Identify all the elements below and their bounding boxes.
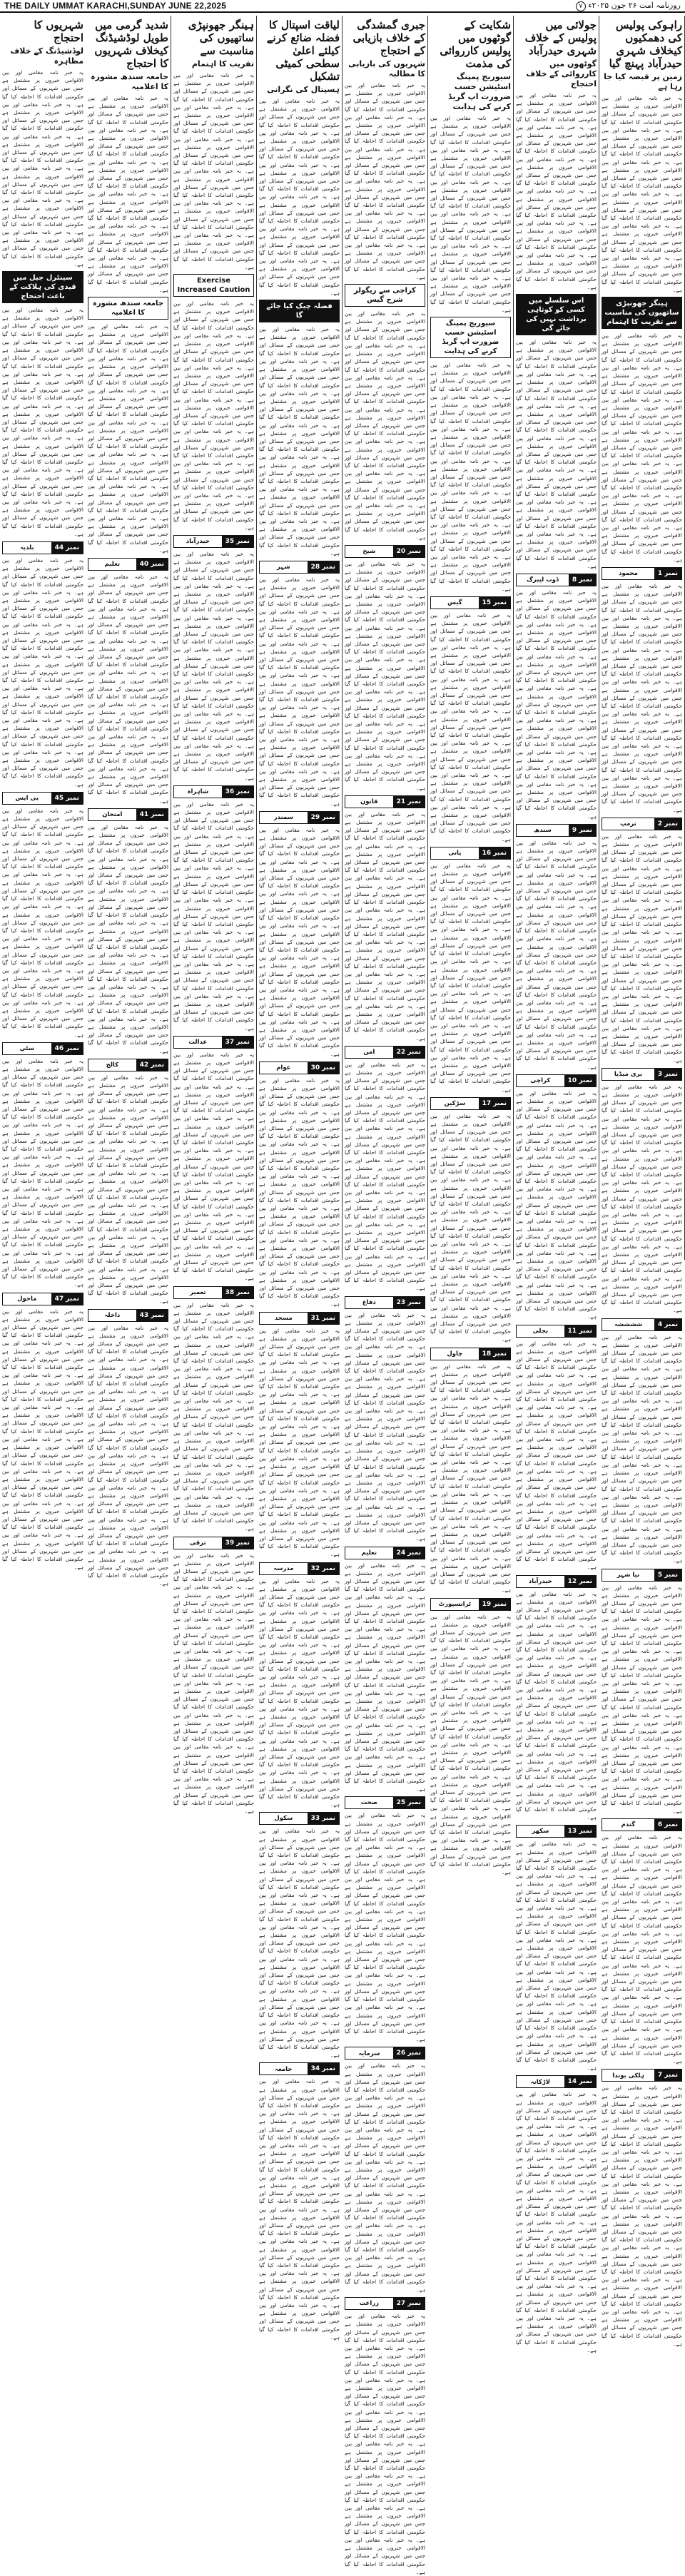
article-body: یہ خبر نامہ مقامی اور بین الاقوامی خبروں پر مشتمل ہے جس میں شہریوں کے مسائل اور حکومتی اقدامات کا احاطہ کیا گیا ہے۔ یہ خبر نامہ مقامی اور بین الاقوامی خبروں پر مشتمل ہے جس میں شہریوں کے مسائل اور حکومتی اقدامات کا احاطہ کیا گیا ہے۔ یہ خبر نامہ مقامی اور بین الاقوامی خبروں پر مشتمل ہے جس میں شہریوں کے مسائل اور حکومتی اقدامات کا احاطہ کیا گیا ہے۔ یہ خبر نامہ مقامی اور بین الاقوامی خبروں پر مشتمل ہے جس میں شہریوں کے مسائل اور حکومتی اقدامات کا احاطہ کیا گیا ہے۔ یہ خبر نامہ مقامی اور بین الاقوامی خبروں پر مشتمل ہے جس میں شہریوں کے مسائل اور حکومتی اقدامات کا احاطہ کیا گیا ہے۔ یہ خبر نامہ مقامی اور بین الاقوامی خبروں پر مشتمل ہے جس میں شہریوں کے مسائل اور حکومتی اقدامات کا احاطہ کیا گیا ہے۔ یہ خبر نامہ مقامی اور بین الاقوامی خبروں پر مشتمل ہے جس میں شہریوں کے مسائل اور حکومتی اقدامات کا احاطہ کیا گیا ہے۔ <box>516 1590 597 1821</box>
article-body: یہ خبر نامہ مقامی اور بین الاقوامی خبروں پر مشتمل ہے جس میں شہریوں کے مسائل اور حکومتی اقدامات کا احاطہ کیا گیا ہے۔ یہ خبر نامہ مقامی اور بین الاقوامی خبروں پر مشتمل ہے جس میں شہریوں کے مسائل اور حکومتی اقدامات کا احاطہ کیا گیا ہے۔ یہ خبر نامہ مقامی اور بین الاقوامی خبروں پر مشتمل ہے جس میں شہریوں کے مسائل اور حکومتی اقدامات کا احاطہ کیا گیا ہے۔ یہ خبر نامہ مقامی اور بین الاقوامی خبروں پر مشتمل ہے جس میں شہریوں کے مسائل اور حکومتی اقدامات کا احاطہ کیا گیا ہے۔ یہ خبر نامہ مقامی اور بین الاقوامی خبروں پر مشتمل ہے جس میں شہریوں کے مسائل اور حکومتی اقدامات کا احاطہ کیا گیا ہے۔ یہ خبر نامہ مقامی اور بین الاقوامی خبروں پر مشتمل ہے جس میں شہریوں کے مسائل اور حکومتی اقدامات کا احاطہ کیا گیا ہے۔ یہ خبر نامہ مقامی اور بین الاقوامی خبروں پر مشتمل ہے جس میں شہریوں کے مسائل اور حکومتی اقدامات کا احاطہ کیا گیا ہے۔ <box>88 573 168 804</box>
item-number: نمبر 21 <box>393 796 425 808</box>
item-title: لاڑکانہ <box>530 2078 551 2086</box>
item-number: نمبر 42 <box>136 1059 168 1071</box>
numbered-item-label <box>345 2047 425 2060</box>
item-title: زراعت <box>359 2300 380 2308</box>
article-body: یہ خبر نامہ مقامی اور بین الاقوامی خبروں پر مشتمل ہے جس میں شہریوں کے مسائل اور حکومتی اقدامات کا احاطہ کیا گیا ہے۔ یہ خبر نامہ مقامی اور بین الاقوامی خبروں پر مشتمل ہے جس میں شہریوں کے مسائل اور حکومتی اقدامات کا احاطہ کیا گیا ہے۔ یہ خبر نامہ مقامی اور بین الاقوامی خبروں پر مشتمل ہے جس میں شہریوں کے مسائل اور حکومتی اقدامات کا احاطہ کیا گیا ہے۔ یہ خبر نامہ مقامی اور بین الاقوامی خبروں پر مشتمل ہے جس میں شہریوں کے مسائل اور حکومتی اقدامات کا احاطہ کیا گیا ہے۔ یہ خبر نامہ مقامی اور بین الاقوامی خبروں پر مشتمل ہے جس میں شہریوں کے مسائل اور حکومتی اقدامات کا احاطہ کیا گیا ہے۔ یہ خبر نامہ مقامی اور بین الاقوامی خبروں پر مشتمل ہے جس میں شہریوں کے مسائل اور حکومتی اقدامات کا احاطہ کیا گیا ہے۔ یہ خبر نامہ مقامی اور بین الاقوامی خبروں پر مشتمل ہے جس میں شہریوں کے مسائل اور حکومتی اقدامات کا احاطہ کیا گیا ہے۔ <box>345 1311 425 1542</box>
item-title: سکول <box>274 1815 293 1823</box>
news-column <box>0 16 86 1571</box>
article-body: یہ خبر نامہ مقامی اور بین الاقوامی خبروں پر مشتمل ہے جس میں شہریوں کے مسائل اور حکومتی اقدامات کا احاطہ کیا گیا ہے۔ یہ خبر نامہ مقامی اور بین الاقوامی خبروں پر مشتمل ہے جس میں شہریوں کے مسائل اور حکومتی اقدامات کا احاطہ کیا گیا ہے۔ یہ خبر نامہ مقامی اور بین الاقوامی خبروں پر مشتمل ہے جس میں شہریوں کے مسائل اور حکومتی اقدامات کا احاطہ کیا گیا ہے۔ یہ خبر نامہ مقامی اور بین الاقوامی خبروں پر مشتمل ہے جس میں شہریوں کے مسائل اور حکومتی اقدامات کا احاطہ کیا گیا ہے۔ یہ خبر نامہ مقامی اور بین الاقوامی خبروں پر مشتمل ہے جس میں شہریوں کے مسائل اور حکومتی اقدامات کا احاطہ کیا گیا ہے۔ یہ خبر نامہ مقامی اور بین الاقوامی خبروں پر مشتمل ہے جس میں شہریوں کے مسائل اور حکومتی اقدامات کا احاطہ کیا گیا ہے۔ یہ خبر نامہ مقامی اور بین الاقوامی خبروں پر مشتمل ہے جس میں شہریوں کے مسائل اور حکومتی اقدامات کا احاطہ کیا گیا ہے۔ <box>259 1577 340 1808</box>
item-title: سٹی <box>19 1044 35 1052</box>
item-title: عدالت <box>188 1038 208 1046</box>
column-subhead: جامعہ سندھ مشورہ کا اعلامیہ <box>91 72 168 91</box>
item-title: تعلیم <box>361 1549 377 1557</box>
story-headline-box: کراچی سے ریگولر شرح گیس <box>345 284 425 307</box>
story-headline-box: ہینگر جھونپڑی ساتھیوں کی مناسبت سے تقریب کا اہتمام <box>602 297 682 329</box>
masthead-date-urdu <box>573 1 681 11</box>
article-body: یہ خبر نامہ مقامی اور بین الاقوامی خبروں پر مشتمل ہے جس میں شہریوں کے مسائل اور حکومتی اقدامات کا احاطہ کیا گیا ہے۔ یہ خبر نامہ مقامی اور بین الاقوامی خبروں پر مشتمل ہے جس میں شہریوں کے مسائل اور حکومتی اقدامات کا احاطہ کیا گیا ہے۔ یہ خبر نامہ مقامی اور بین الاقوامی خبروں پر مشتمل ہے جس میں شہریوں کے مسائل اور حکومتی اقدامات کا احاطہ کیا گیا ہے۔ یہ خبر نامہ مقامی اور بین الاقوامی خبروں پر مشتمل ہے جس میں شہریوں کے مسائل اور حکومتی اقدامات کا احاطہ کیا گیا ہے۔ یہ خبر نامہ مقامی اور بین الاقوامی خبروں پر مشتمل ہے جس میں شہریوں کے مسائل اور حکومتی اقدامات کا احاطہ کیا گیا ہے۔ یہ خبر نامہ مقامی اور بین الاقوامی خبروں پر مشتمل ہے جس میں شہریوں کے مسائل اور حکومتی اقدامات کا احاطہ کیا گیا ہے۔ یہ خبر نامہ مقامی اور بین الاقوامی خبروں پر مشتمل ہے جس میں شہریوں کے مسائل اور حکومتی اقدامات کا احاطہ کیا گیا ہے۔ <box>2 556 83 788</box>
numbered-item-label <box>345 1046 425 1059</box>
item-title: ہلکی بوندا <box>612 2072 644 2079</box>
numbered-item-label <box>345 1796 425 1809</box>
item-number: نمبر 8 <box>569 574 596 586</box>
item-number: نمبر 38 <box>222 1287 253 1298</box>
item-title: سڑکیں <box>444 1099 466 1107</box>
article-body: یہ خبر نامہ مقامی اور بین الاقوامی خبروں پر مشتمل ہے جس میں شہریوں کے مسائل اور حکومتی اقدامات کا احاطہ کیا گیا ہے۔ یہ خبر نامہ مقامی اور بین الاقوامی خبروں پر مشتمل ہے جس میں شہریوں کے مسائل اور حکومتی اقدامات کا احاطہ کیا گیا ہے۔ یہ خبر نامہ مقامی اور بین الاقوامی خبروں پر مشتمل ہے جس میں شہریوں کے مسائل اور حکومتی اقدامات کا احاطہ کیا گیا ہے۔ یہ خبر نامہ مقامی اور بین الاقوامی خبروں پر مشتمل ہے جس میں شہریوں کے مسائل اور حکومتی اقدامات کا احاطہ کیا گیا ہے۔ یہ خبر نامہ مقامی اور بین الاقوامی خبروں پر مشتمل ہے جس میں شہریوں کے مسائل اور حکومتی اقدامات کا احاطہ کیا گیا ہے۔ یہ خبر نامہ مقامی اور بین الاقوامی خبروں پر مشتمل ہے جس میں شہریوں کے مسائل اور حکومتی اقدامات کا احاطہ کیا گیا ہے۔ یہ خبر نامہ مقامی اور بین الاقوامی خبروں پر مشتمل ہے جس میں شہریوں کے مسائل اور حکومتی اقدامات کا احاطہ کیا گیا ہے۔ یہ خبر نامہ مقامی اور بین الاقوامی خبروں پر مشتمل ہے جس میں شہریوں کے مسائل اور حکومتی اقدامات کا احاطہ کیا گیا ہے۔ <box>173 1552 254 1815</box>
item-title: کراچی <box>530 1076 551 1084</box>
article-body: یہ خبر نامہ مقامی اور بین الاقوامی خبروں پر مشتمل ہے جس میں شہریوں کے مسائل اور حکومتی اقدامات کا احاطہ کیا گیا ہے۔ یہ خبر نامہ مقامی اور بین الاقوامی خبروں پر مشتمل ہے جس میں شہریوں کے مسائل اور حکومتی اقدامات کا احاطہ کیا گیا ہے۔ یہ خبر نامہ مقامی اور بین الاقوامی خبروں پر مشتمل ہے جس میں شہریوں کے مسائل اور حکومتی اقدامات کا احاطہ کیا گیا ہے۔ یہ خبر نامہ مقامی اور بین الاقوامی خبروں پر مشتمل ہے جس میں شہریوں کے مسائل اور حکومتی اقدامات کا احاطہ کیا گیا ہے۔ یہ خبر نامہ مقامی اور بین الاقوامی خبروں پر مشتمل ہے جس میں شہریوں کے مسائل اور حکومتی اقدامات کا احاطہ کیا گیا ہے۔ یہ خبر نامہ مقامی اور بین الاقوامی خبروں پر مشتمل ہے جس میں شہریوں کے مسائل اور حکومتی اقدامات کا احاطہ کیا گیا ہے۔ یہ خبر نامہ مقامی اور بین الاقوامی خبروں پر مشتمل ہے جس میں شہریوں کے مسائل اور حکومتی اقدامات کا احاطہ کیا گیا ہے۔ <box>2 307 83 537</box>
item-number: نمبر 19 <box>479 1599 510 1610</box>
article-body: یہ خبر نامہ مقامی اور بین الاقوامی خبروں پر مشتمل ہے جس میں شہریوں کے مسائل اور حکومتی اقدامات کا احاطہ کیا گیا ہے۔ یہ خبر نامہ مقامی اور بین الاقوامی خبروں پر مشتمل ہے جس میں شہریوں کے مسائل اور حکومتی اقدامات کا احاطہ کیا گیا ہے۔ یہ خبر نامہ مقامی اور بین الاقوامی خبروں پر مشتمل ہے جس میں شہریوں کے مسائل اور حکومتی اقدامات کا احاطہ کیا گیا ہے۔ یہ خبر نامہ مقامی اور بین الاقوامی خبروں پر مشتمل ہے جس میں شہریوں کے مسائل اور حکومتی اقدامات کا احاطہ کیا گیا ہے۔ یہ خبر نامہ مقامی اور بین الاقوامی خبروں پر مشتمل ہے جس میں شہریوں کے مسائل اور حکومتی اقدامات کا احاطہ کیا گیا ہے۔ یہ خبر نامہ مقامی اور بین الاقوامی خبروں پر مشتمل ہے جس میں شہریوں کے مسائل اور حکومتی اقدامات کا احاطہ کیا گیا ہے۔ یہ خبر نامہ مقامی اور بین الاقوامی خبروں پر مشتمل ہے جس میں شہریوں کے مسائل اور حکومتی اقدامات کا احاطہ کیا گیا ہے۔ یہ خبر نامہ مقامی اور بین الاقوامی خبروں پر مشتمل ہے جس میں شہریوں کے مسائل اور حکومتی اقدامات کا احاطہ کیا گیا ہے۔ <box>88 1324 168 1587</box>
article-body: یہ خبر نامہ مقامی اور بین الاقوامی خبروں پر مشتمل ہے جس میں شہریوں کے مسائل اور حکومتی اقدامات کا احاطہ کیا گیا ہے۔ یہ خبر نامہ مقامی اور بین الاقوامی خبروں پر مشتمل ہے جس میں شہریوں کے مسائل اور حکومتی اقدامات کا احاطہ کیا گیا ہے۔ یہ خبر نامہ مقامی اور بین الاقوامی خبروں پر مشتمل ہے جس میں شہریوں کے مسائل اور حکومتی اقدامات کا احاطہ کیا گیا ہے۔ یہ خبر نامہ مقامی اور بین الاقوامی خبروں پر مشتمل ہے جس میں شہریوں کے مسائل اور حکومتی اقدامات کا احاطہ کیا گیا ہے۔ یہ خبر نامہ مقامی اور بین الاقوامی خبروں پر مشتمل ہے جس میں شہریوں کے مسائل اور حکومتی اقدامات کا احاطہ کیا گیا ہے۔ یہ خبر نامہ مقامی اور بین الاقوامی خبروں پر مشتمل ہے جس میں شہریوں کے مسائل اور حکومتی اقدامات کا احاطہ کیا گیا ہے۔ <box>173 72 254 270</box>
numbered-item-label <box>516 1325 597 1338</box>
column-headline: ہینگر جھونپڑی ساتھیوں کی مناسبت سے <box>188 19 254 57</box>
article-body: یہ خبر نامہ مقامی اور بین الاقوامی خبروں پر مشتمل ہے جس میں شہریوں کے مسائل اور حکومتی اقدامات کا احاطہ کیا گیا ہے۔ یہ خبر نامہ مقامی اور بین الاقوامی خبروں پر مشتمل ہے جس میں شہریوں کے مسائل اور حکومتی اقدامات کا احاطہ کیا گیا ہے۔ یہ خبر نامہ مقامی اور بین الاقوامی خبروں پر مشتمل ہے جس میں شہریوں کے مسائل اور حکومتی اقدامات کا احاطہ کیا گیا ہے۔ یہ خبر نامہ مقامی اور بین الاقوامی خبروں پر مشتمل ہے جس میں شہریوں کے مسائل اور حکومتی اقدامات کا احاطہ کیا گیا ہے۔ یہ خبر نامہ مقامی اور بین الاقوامی خبروں پر مشتمل ہے جس میں شہریوں کے مسائل اور حکومتی اقدامات کا احاطہ کیا گیا ہے۔ یہ خبر نامہ مقامی اور بین الاقوامی خبروں پر مشتمل ہے جس میں شہریوں کے مسائل اور حکومتی اقدامات کا احاطہ کیا گیا ہے۔ یہ خبر نامہ مقامی اور بین الاقوامی خبروں پر مشتمل ہے جس میں شہریوں کے مسائل اور حکومتی اقدامات کا احاطہ کیا گیا ہے۔ <box>345 810 425 1042</box>
masthead <box>0 0 685 13</box>
article-body: یہ خبر نامہ مقامی اور بین الاقوامی خبروں پر مشتمل ہے جس میں شہریوں کے مسائل اور حکومتی اقدامات کا احاطہ کیا گیا ہے۔ یہ خبر نامہ مقامی اور بین الاقوامی خبروں پر مشتمل ہے جس میں شہریوں کے مسائل اور حکومتی اقدامات کا احاطہ کیا گیا ہے۔ یہ خبر نامہ مقامی اور بین الاقوامی خبروں پر مشتمل ہے جس میں شہریوں کے مسائل اور حکومتی اقدامات کا احاطہ کیا گیا ہے۔ یہ خبر نامہ مقامی اور بین الاقوامی خبروں پر مشتمل ہے جس میں شہریوں کے مسائل اور حکومتی اقدامات کا احاطہ کیا گیا ہے۔ یہ خبر نامہ مقامی اور بین الاقوامی خبروں پر مشتمل ہے جس میں شہریوں کے مسائل اور حکومتی اقدامات کا احاطہ کیا گیا ہے۔ یہ خبر نامہ مقامی اور بین الاقوامی خبروں پر مشتمل ہے جس میں شہریوں کے مسائل اور حکومتی اقدامات کا احاطہ کیا گیا ہے۔ یہ خبر نامہ مقامی اور بین الاقوامی خبروں پر مشتمل ہے جس میں شہریوں کے مسائل اور حکومتی اقدامات کا احاطہ کیا گیا ہے۔ <box>345 310 425 541</box>
item-number: نمبر 35 <box>222 536 253 547</box>
article-body: یہ خبر نامہ مقامی اور بین الاقوامی خبروں پر مشتمل ہے جس میں شہریوں کے مسائل اور حکومتی اقدامات کا احاطہ کیا گیا ہے۔ یہ خبر نامہ مقامی اور بین الاقوامی خبروں پر مشتمل ہے جس میں شہریوں کے مسائل اور حکومتی اقدامات کا احاطہ کیا گیا ہے۔ یہ خبر نامہ مقامی اور بین الاقوامی خبروں پر مشتمل ہے جس میں شہریوں کے مسائل اور حکومتی اقدامات کا احاطہ کیا گیا ہے۔ یہ خبر نامہ مقامی اور بین الاقوامی خبروں پر مشتمل ہے جس میں شہریوں کے مسائل اور حکومتی اقدامات کا احاطہ کیا گیا ہے۔ یہ خبر نامہ مقامی اور بین الاقوامی خبروں پر مشتمل ہے جس میں شہریوں کے مسائل اور حکومتی اقدامات کا احاطہ کیا گیا ہے۔ یہ خبر نامہ مقامی اور بین الاقوامی خبروں پر مشتمل ہے جس میں شہریوں کے مسائل اور حکومتی اقدامات کا احاطہ کیا گیا ہے۔ یہ خبر نامہ مقامی اور بین الاقوامی خبروں پر مشتمل ہے جس میں شہریوں کے مسائل اور حکومتی اقدامات کا احاطہ کیا گیا ہے۔ <box>88 323 168 554</box>
item-number: نمبر 37 <box>222 1037 253 1048</box>
article-body: یہ خبر نامہ مقامی اور بین الاقوامی خبروں پر مشتمل ہے جس میں شہریوں کے مسائل اور حکومتی اقدامات کا احاطہ کیا گیا ہے۔ یہ خبر نامہ مقامی اور بین الاقوامی خبروں پر مشتمل ہے جس میں شہریوں کے مسائل اور حکومتی اقدامات کا احاطہ کیا گیا ہے۔ یہ خبر نامہ مقامی اور بین الاقوامی خبروں پر مشتمل ہے جس میں شہریوں کے مسائل اور حکومتی اقدامات کا احاطہ کیا گیا ہے۔ یہ خبر نامہ مقامی اور بین الاقوامی خبروں پر مشتمل ہے جس میں شہریوں کے مسائل اور حکومتی اقدامات کا احاطہ کیا گیا ہے۔ یہ خبر نامہ مقامی اور بین الاقوامی خبروں پر مشتمل ہے جس میں شہریوں کے مسائل اور حکومتی اقدامات کا احاطہ کیا گیا ہے۔ یہ خبر نامہ مقامی اور بین الاقوامی خبروں پر مشتمل ہے جس میں شہریوں کے مسائل اور حکومتی اقدامات کا احاطہ کیا گیا ہے۔ یہ خبر نامہ مقامی اور بین الاقوامی خبروں پر مشتمل ہے جس میں شہریوں کے مسائل اور حکومتی اقدامات کا احاطہ کیا گیا ہے۔ <box>345 1061 425 1292</box>
item-title: حیدرآباد <box>186 537 210 545</box>
story-headline-box: سیوریج پمپنگ اسٹیشن حسب ضرورت اپ گریڈ کرنے کی ہدایت <box>430 317 511 358</box>
item-title: سرمایہ <box>358 2050 380 2057</box>
numbered-item-label <box>516 1825 597 1838</box>
article-body: یہ خبر نامہ مقامی اور بین الاقوامی خبروں پر مشتمل ہے جس میں شہریوں کے مسائل اور حکومتی اقدامات کا احاطہ کیا گیا ہے۔ یہ خبر نامہ مقامی اور بین الاقوامی خبروں پر مشتمل ہے جس میں شہریوں کے مسائل اور حکومتی اقدامات کا احاطہ کیا گیا ہے۔ یہ خبر نامہ مقامی اور بین الاقوامی خبروں پر مشتمل ہے جس میں شہریوں کے مسائل اور حکومتی اقدامات کا احاطہ کیا گیا ہے۔ یہ خبر نامہ مقامی اور بین الاقوامی خبروں پر مشتمل ہے جس میں شہریوں کے مسائل اور حکومتی اقدامات کا احاطہ کیا گیا ہے۔ یہ خبر نامہ مقامی اور بین الاقوامی خبروں پر مشتمل ہے جس میں شہریوں کے مسائل اور حکومتی اقدامات کا احاطہ کیا گیا ہے۔ یہ خبر نامہ مقامی اور بین الاقوامی خبروں پر مشتمل ہے جس میں شہریوں کے مسائل اور حکومتی اقدامات کا احاطہ کیا گیا ہے۔ یہ خبر نامہ مقامی اور بین الاقوامی خبروں پر مشتمل ہے جس میں شہریوں کے مسائل اور حکومتی اقدامات کا احاطہ کیا گیا ہے۔ <box>345 1562 425 1793</box>
numbered-item-label <box>88 1059 168 1071</box>
item-number: نمبر 16 <box>479 847 510 859</box>
item-title: سکھر <box>532 1828 549 1836</box>
item-number: نمبر 6 <box>654 1819 681 1831</box>
article-body: یہ خبر نامہ مقامی اور بین الاقوامی خبروں پر مشتمل ہے جس میں شہریوں کے مسائل اور حکومتی اقدامات کا احاطہ کیا گیا ہے۔ یہ خبر نامہ مقامی اور بین الاقوامی خبروں پر مشتمل ہے جس میں شہریوں کے مسائل اور حکومتی اقدامات کا احاطہ کیا گیا ہے۔ یہ خبر نامہ مقامی اور بین الاقوامی خبروں پر مشتمل ہے جس میں شہریوں کے مسائل اور حکومتی اقدامات کا احاطہ کیا گیا ہے۔ یہ خبر نامہ مقامی اور بین الاقوامی خبروں پر مشتمل ہے جس میں شہریوں کے مسائل اور حکومتی اقدامات کا احاطہ کیا گیا ہے۔ یہ خبر نامہ مقامی اور بین الاقوامی خبروں پر مشتمل ہے جس میں شہریوں کے مسائل اور حکومتی اقدامات کا احاطہ کیا گیا ہے۔ یہ خبر نامہ مقامی اور بین الاقوامی خبروں پر مشتمل ہے جس میں شہریوں کے مسائل اور حکومتی اقدامات کا احاطہ کیا گیا ہے۔ یہ خبر نامہ مقامی اور بین الاقوامی خبروں پر مشتمل ہے جس میں شہریوں کے مسائل اور حکومتی اقدامات کا احاطہ کیا گیا ہے۔ <box>602 1584 682 1815</box>
item-number: نمبر 28 <box>308 561 339 573</box>
item-number: نمبر 47 <box>51 1293 83 1305</box>
article-body: یہ خبر نامہ مقامی اور بین الاقوامی خبروں پر مشتمل ہے جس میں شہریوں کے مسائل اور حکومتی اقدامات کا احاطہ کیا گیا ہے۔ یہ خبر نامہ مقامی اور بین الاقوامی خبروں پر مشتمل ہے جس میں شہریوں کے مسائل اور حکومتی اقدامات کا احاطہ کیا گیا ہے۔ یہ خبر نامہ مقامی اور بین الاقوامی خبروں پر مشتمل ہے جس میں شہریوں کے مسائل اور حکومتی اقدامات کا احاطہ کیا گیا ہے۔ یہ خبر نامہ مقامی اور بین الاقوامی خبروں پر مشتمل ہے جس میں شہریوں کے مسائل اور حکومتی اقدامات کا احاطہ کیا گیا ہے۔ یہ خبر نامہ مقامی اور بین الاقوامی خبروں پر مشتمل ہے جس میں شہریوں کے مسائل اور حکومتی اقدامات کا احاطہ کیا گیا ہے۔ یہ خبر نامہ مقامی اور بین الاقوامی خبروں پر مشتمل ہے جس میں شہریوں کے مسائل اور حکومتی اقدامات کا احاطہ کیا گیا ہے۔ یہ خبر نامہ مقامی اور بین الاقوامی خبروں پر مشتمل ہے جس میں شہریوں کے مسائل اور حکومتی اقدامات کا احاطہ کیا گیا ہے۔ <box>259 326 340 556</box>
item-title: مسجد <box>274 1314 293 1322</box>
article-body: یہ خبر نامہ مقامی اور بین الاقوامی خبروں پر مشتمل ہے جس میں شہریوں کے مسائل اور حکومتی اقدامات کا احاطہ کیا گیا ہے۔ یہ خبر نامہ مقامی اور بین الاقوامی خبروں پر مشتمل ہے جس میں شہریوں کے مسائل اور حکومتی اقدامات کا احاطہ کیا گیا ہے۔ یہ خبر نامہ مقامی اور بین الاقوامی خبروں پر مشتمل ہے جس میں شہریوں کے مسائل اور حکومتی اقدامات کا احاطہ کیا گیا ہے۔ یہ خبر نامہ مقامی اور بین الاقوامی خبروں پر مشتمل ہے جس میں شہریوں کے مسائل اور حکومتی اقدامات کا احاطہ کیا گیا ہے۔ یہ خبر نامہ مقامی اور بین الاقوامی خبروں پر مشتمل ہے جس میں شہریوں کے مسائل اور حکومتی اقدامات کا احاطہ کیا گیا ہے۔ یہ خبر نامہ مقامی اور بین الاقوامی خبروں پر مشتمل ہے جس میں شہریوں کے مسائل اور حکومتی اقدامات کا احاطہ کیا گیا ہے۔ یہ خبر نامہ مقامی اور بین الاقوامی خبروں پر مشتمل ہے جس میں شہریوں کے مسائل اور حکومتی اقدامات کا احاطہ کیا گیا ہے۔ <box>173 1051 254 1282</box>
item-title: شاہراہ <box>187 788 209 796</box>
article-body: یہ خبر نامہ مقامی اور بین الاقوامی خبروں پر مشتمل ہے جس میں شہریوں کے مسائل اور حکومتی اقدامات کا احاطہ کیا گیا ہے۔ یہ خبر نامہ مقامی اور بین الاقوامی خبروں پر مشتمل ہے جس میں شہریوں کے مسائل اور حکومتی اقدامات کا احاطہ کیا گیا ہے۔ یہ خبر نامہ مقامی اور بین الاقوامی خبروں پر مشتمل ہے جس میں شہریوں کے مسائل اور حکومتی اقدامات کا احاطہ کیا گیا ہے۔ یہ خبر نامہ مقامی اور بین الاقوامی خبروں پر مشتمل ہے جس میں شہریوں کے مسائل اور حکومتی اقدامات کا احاطہ کیا گیا ہے۔ یہ خبر نامہ مقامی اور بین الاقوامی خبروں پر مشتمل ہے جس میں شہریوں کے مسائل اور حکومتی اقدامات کا احاطہ کیا گیا ہے۔ یہ خبر نامہ مقامی اور بین الاقوامی خبروں پر مشتمل ہے جس میں شہریوں کے مسائل اور حکومتی اقدامات کا احاطہ کیا گیا ہے۔ یہ خبر نامہ مقامی اور بین الاقوامی خبروں پر مشتمل ہے جس میں شہریوں کے مسائل اور حکومتی اقدامات کا احاطہ کیا گیا ہے۔ <box>516 589 597 820</box>
item-number: نمبر 43 <box>136 1310 168 1321</box>
article-body: یہ خبر نامہ مقامی اور بین الاقوامی خبروں پر مشتمل ہے جس میں شہریوں کے مسائل اور حکومتی اقدامات کا احاطہ کیا گیا ہے۔ یہ خبر نامہ مقامی اور بین الاقوامی خبروں پر مشتمل ہے جس میں شہریوں کے مسائل اور حکومتی اقدامات کا احاطہ کیا گیا ہے۔ یہ خبر نامہ مقامی اور بین الاقوامی خبروں پر مشتمل ہے جس میں شہریوں کے مسائل اور حکومتی اقدامات کا احاطہ کیا گیا ہے۔ یہ خبر نامہ مقامی اور بین الاقوامی خبروں پر مشتمل ہے جس میں شہریوں کے مسائل اور حکومتی اقدامات کا احاطہ کیا گیا ہے۔ یہ خبر نامہ مقامی اور بین الاقوامی خبروں پر مشتمل ہے جس میں شہریوں کے مسائل اور حکومتی اقدامات کا احاطہ کیا گیا ہے۔ یہ خبر نامہ مقامی اور بین الاقوامی خبروں پر مشتمل ہے جس میں شہریوں کے مسائل اور حکومتی اقدامات کا احاطہ کیا گیا ہے۔ یہ خبر نامہ مقامی اور بین الاقوامی خبروں پر مشتمل ہے جس میں شہریوں کے مسائل اور حکومتی اقدامات کا احاطہ کیا گیا ہے۔ <box>259 1076 340 1308</box>
numbered-item-label <box>2 1042 83 1055</box>
item-title: امن <box>363 1048 375 1056</box>
numbered-item-label <box>430 596 511 609</box>
article-body: یہ خبر نامہ مقامی اور بین الاقوامی خبروں پر مشتمل ہے جس میں شہریوں کے مسائل اور حکومتی اقدامات کا احاطہ کیا گیا ہے۔ یہ خبر نامہ مقامی اور بین الاقوامی خبروں پر مشتمل ہے جس میں شہریوں کے مسائل اور حکومتی اقدامات کا احاطہ کیا گیا ہے۔ یہ خبر نامہ مقامی اور بین الاقوامی خبروں پر مشتمل ہے جس میں شہریوں کے مسائل اور حکومتی اقدامات کا احاطہ کیا گیا ہے۔ یہ خبر نامہ مقامی اور بین الاقوامی خبروں پر مشتمل ہے جس میں شہریوں کے مسائل اور حکومتی اقدامات کا احاطہ کیا گیا ہے۔ یہ خبر نامہ مقامی اور بین الاقوامی خبروں پر مشتمل ہے جس میں شہریوں کے مسائل اور حکومتی اقدامات کا احاطہ کیا گیا ہے۔ یہ خبر نامہ مقامی اور بین الاقوامی خبروں پر مشتمل ہے جس میں شہریوں کے مسائل اور حکومتی اقدامات کا احاطہ کیا گیا ہے۔ یہ خبر نامہ مقامی اور بین الاقوامی خبروں پر مشتمل ہے جس میں شہریوں کے مسائل اور حکومتی اقدامات کا احاطہ کیا گیا ہے۔ <box>602 582 682 813</box>
news-column <box>342 16 428 2575</box>
numbered-item-label <box>602 818 682 830</box>
column-subhead: زمین پر قبضہ کیا جا رہا ہے <box>604 72 682 91</box>
item-number: نمبر 1 <box>654 568 681 579</box>
item-number: نمبر 2 <box>654 818 681 830</box>
article-body: یہ خبر نامہ مقامی اور بین الاقوامی خبروں پر مشتمل ہے جس میں شہریوں کے مسائل اور حکومتی اقدامات کا احاطہ کیا گیا ہے۔ یہ خبر نامہ مقامی اور بین الاقوامی خبروں پر مشتمل ہے جس میں شہریوں کے مسائل اور حکومتی اقدامات کا احاطہ کیا گیا ہے۔ یہ خبر نامہ مقامی اور بین الاقوامی خبروں پر مشتمل ہے جس میں شہریوں کے مسائل اور حکومتی اقدامات کا احاطہ کیا گیا ہے۔ یہ خبر نامہ مقامی اور بین الاقوامی خبروں پر مشتمل ہے جس میں شہریوں کے مسائل اور حکومتی اقدامات کا احاطہ کیا گیا ہے۔ یہ خبر نامہ مقامی اور بین الاقوامی خبروں پر مشتمل ہے جس میں شہریوں کے مسائل اور حکومتی اقدامات کا احاطہ کیا گیا ہے۔ یہ خبر نامہ مقامی اور بین الاقوامی خبروں پر مشتمل ہے جس میں شہریوں کے مسائل اور حکومتی اقدامات کا احاطہ کیا گیا ہے۔ یہ خبر نامہ مقامی اور بین الاقوامی خبروں پر مشتمل ہے جس میں شہریوں کے مسائل اور حکومتی اقدامات کا احاطہ کیا گیا ہے۔ یہ خبر نامہ مقامی اور بین الاقوامی خبروں پر مشتمل ہے جس میں شہریوں کے مسائل اور حکومتی اقدامات کا احاطہ کیا گیا ہے۔ <box>345 2313 425 2575</box>
article-body: یہ خبر نامہ مقامی اور بین الاقوامی خبروں پر مشتمل ہے جس میں شہریوں کے مسائل اور حکومتی اقدامات کا احاطہ کیا گیا ہے۔ یہ خبر نامہ مقامی اور بین الاقوامی خبروں پر مشتمل ہے جس میں شہریوں کے مسائل اور حکومتی اقدامات کا احاطہ کیا گیا ہے۔ یہ خبر نامہ مقامی اور بین الاقوامی خبروں پر مشتمل ہے جس میں شہریوں کے مسائل اور حکومتی اقدامات کا احاطہ کیا گیا ہے۔ یہ خبر نامہ مقامی اور بین الاقوامی خبروں پر مشتمل ہے جس میں شہریوں کے مسائل اور حکومتی اقدامات کا احاطہ کیا گیا ہے۔ یہ خبر نامہ مقامی اور بین الاقوامی خبروں پر مشتمل ہے جس میں شہریوں کے مسائل اور حکومتی اقدامات کا احاطہ کیا گیا ہے۔ یہ خبر نامہ مقامی اور بین الاقوامی خبروں پر مشتمل ہے جس میں شہریوں کے مسائل اور حکومتی اقدامات کا احاطہ کیا گیا ہے۔ یہ خبر نامہ مقامی اور بین الاقوامی خبروں پر مشتمل ہے جس میں شہریوں کے مسائل اور حکومتی اقدامات کا احاطہ کیا گیا ہے۔ <box>173 1301 254 1532</box>
article-body: یہ خبر نامہ مقامی اور بین الاقوامی خبروں پر مشتمل ہے جس میں شہریوں کے مسائل اور حکومتی اقدامات کا احاطہ کیا گیا ہے۔ یہ خبر نامہ مقامی اور بین الاقوامی خبروں پر مشتمل ہے جس میں شہریوں کے مسائل اور حکومتی اقدامات کا احاطہ کیا گیا ہے۔ یہ خبر نامہ مقامی اور بین الاقوامی خبروں پر مشتمل ہے جس میں شہریوں کے مسائل اور حکومتی اقدامات کا احاطہ کیا گیا ہے۔ یہ خبر نامہ مقامی اور بین الاقوامی خبروں پر مشتمل ہے جس میں شہریوں کے مسائل اور حکومتی اقدامات کا احاطہ کیا گیا ہے۔ یہ خبر نامہ مقامی اور بین الاقوامی خبروں پر مشتمل ہے جس میں شہریوں کے مسائل اور حکومتی اقدامات کا احاطہ کیا گیا ہے۔ یہ خبر نامہ مقامی اور بین الاقوامی خبروں پر مشتمل ہے جس میں شہریوں کے مسائل اور حکومتی اقدامات کا احاطہ کیا گیا ہے۔ یہ خبر نامہ مقامی اور بین الاقوامی خبروں پر مشتمل ہے جس میں شہریوں کے مسائل اور حکومتی اقدامات کا احاطہ کیا گیا ہے۔ یہ خبر نامہ مقامی اور بین الاقوامی خبروں پر مشتمل ہے جس میں شہریوں کے مسائل اور حکومتی اقدامات کا احاطہ کیا گیا ہے۔ <box>430 1613 511 1876</box>
article-body: یہ خبر نامہ مقامی اور بین الاقوامی خبروں پر مشتمل ہے جس میں شہریوں کے مسائل اور حکومتی اقدامات کا احاطہ کیا گیا ہے۔ یہ خبر نامہ مقامی اور بین الاقوامی خبروں پر مشتمل ہے جس میں شہریوں کے مسائل اور حکومتی اقدامات کا احاطہ کیا گیا ہے۔ یہ خبر نامہ مقامی اور بین الاقوامی خبروں پر مشتمل ہے جس میں شہریوں کے مسائل اور حکومتی اقدامات کا احاطہ کیا گیا ہے۔ یہ خبر نامہ مقامی اور بین الاقوامی خبروں پر مشتمل ہے جس میں شہریوں کے مسائل اور حکومتی اقدامات کا احاطہ کیا گیا ہے۔ یہ خبر نامہ مقامی اور بین الاقوامی خبروں پر مشتمل ہے جس میں شہریوں کے مسائل اور حکومتی اقدامات کا احاطہ کیا گیا ہے۔ یہ خبر نامہ مقامی اور بین الاقوامی خبروں پر مشتمل ہے جس میں شہریوں کے مسائل اور حکومتی اقدامات کا احاطہ کیا گیا ہے۔ یہ خبر نامہ مقامی اور بین الاقوامی خبروں پر مشتمل ہے جس میں شہریوں کے مسائل اور حکومتی اقدامات کا احاطہ کیا گیا ہے۔ <box>345 2062 425 2293</box>
article-body: یہ خبر نامہ مقامی اور بین الاقوامی خبروں پر مشتمل ہے جس میں شہریوں کے مسائل اور حکومتی اقدامات کا احاطہ کیا گیا ہے۔ یہ خبر نامہ مقامی اور بین الاقوامی خبروں پر مشتمل ہے جس میں شہریوں کے مسائل اور حکومتی اقدامات کا احاطہ کیا گیا ہے۔ یہ خبر نامہ مقامی اور بین الاقوامی خبروں پر مشتمل ہے جس میں شہریوں کے مسائل اور حکومتی اقدامات کا احاطہ کیا گیا ہے۔ یہ خبر نامہ مقامی اور بین الاقوامی خبروں پر مشتمل ہے جس میں شہریوں کے مسائل اور حکومتی اقدامات کا احاطہ کیا گیا ہے۔ یہ خبر نامہ مقامی اور بین الاقوامی خبروں پر مشتمل ہے جس میں شہریوں کے مسائل اور حکومتی اقدامات کا احاطہ کیا گیا ہے۔ یہ خبر نامہ مقامی اور بین الاقوامی خبروں پر مشتمل ہے جس میں شہریوں کے مسائل اور حکومتی اقدامات کا احاطہ کیا گیا ہے۔ یہ خبر نامہ مقامی اور بین الاقوامی خبروں پر مشتمل ہے جس میں شہریوں کے مسائل اور حکومتی اقدامات کا احاطہ کیا گیا ہے۔ <box>259 576 340 807</box>
item-number: نمبر 30 <box>308 1062 339 1074</box>
article-body: یہ خبر نامہ مقامی اور بین الاقوامی خبروں پر مشتمل ہے جس میں شہریوں کے مسائل اور حکومتی اقدامات کا احاطہ کیا گیا ہے۔ یہ خبر نامہ مقامی اور بین الاقوامی خبروں پر مشتمل ہے جس میں شہریوں کے مسائل اور حکومتی اقدامات کا احاطہ کیا گیا ہے۔ یہ خبر نامہ مقامی اور بین الاقوامی خبروں پر مشتمل ہے جس میں شہریوں کے مسائل اور حکومتی اقدامات کا احاطہ کیا گیا ہے۔ یہ خبر نامہ مقامی اور بین الاقوامی خبروں پر مشتمل ہے جس میں شہریوں کے مسائل اور حکومتی اقدامات کا احاطہ کیا گیا ہے۔ یہ خبر نامہ مقامی اور بین الاقوامی خبروں پر مشتمل ہے جس میں شہریوں کے مسائل اور حکومتی اقدامات کا احاطہ کیا گیا ہے۔ یہ خبر نامہ مقامی اور بین الاقوامی خبروں پر مشتمل ہے جس میں شہریوں کے مسائل اور حکومتی اقدامات کا احاطہ کیا گیا ہے۔ یہ خبر نامہ مقامی اور بین الاقوامی خبروں پر مشتمل ہے جس میں شہریوں کے مسائل اور حکومتی اقدامات کا احاطہ کیا گیا ہے۔ یہ خبر نامہ مقامی اور بین الاقوامی خبروں پر مشتمل ہے جس میں شہریوں کے مسائل اور حکومتی اقدامات کا احاطہ کیا گیا ہے۔ <box>516 2091 597 2353</box>
article-body: یہ خبر نامہ مقامی اور بین الاقوامی خبروں پر مشتمل ہے جس میں شہریوں کے مسائل اور حکومتی اقدامات کا احاطہ کیا گیا ہے۔ یہ خبر نامہ مقامی اور بین الاقوامی خبروں پر مشتمل ہے جس میں شہریوں کے مسائل اور حکومتی اقدامات کا احاطہ کیا گیا ہے۔ یہ خبر نامہ مقامی اور بین الاقوامی خبروں پر مشتمل ہے جس میں شہریوں کے مسائل اور حکومتی اقدامات کا احاطہ کیا گیا ہے۔ یہ خبر نامہ مقامی اور بین الاقوامی خبروں پر مشتمل ہے جس میں شہریوں کے مسائل اور حکومتی اقدامات کا احاطہ کیا گیا ہے۔ یہ خبر نامہ مقامی اور بین الاقوامی خبروں پر مشتمل ہے جس میں شہریوں کے مسائل اور حکومتی اقدامات کا احاطہ کیا گیا ہے۔ یہ خبر نامہ مقامی اور بین الاقوامی خبروں پر مشتمل ہے جس میں شہریوں کے مسائل اور حکومتی اقدامات کا احاطہ کیا گیا ہے۔ یہ خبر نامہ مقامی اور بین الاقوامی خبروں پر مشتمل ہے جس میں شہریوں کے مسائل اور حکومتی اقدامات کا احاطہ کیا گیا ہے۔ <box>602 1083 682 1314</box>
numbered-item-label <box>259 1312 340 1325</box>
numbered-item-label <box>602 1818 682 1831</box>
news-column <box>171 16 257 1815</box>
article-body: یہ خبر نامہ مقامی اور بین الاقوامی خبروں پر مشتمل ہے جس میں شہریوں کے مسائل اور حکومتی اقدامات کا احاطہ کیا گیا ہے۔ یہ خبر نامہ مقامی اور بین الاقوامی خبروں پر مشتمل ہے جس میں شہریوں کے مسائل اور حکومتی اقدامات کا احاطہ کیا گیا ہے۔ یہ خبر نامہ مقامی اور بین الاقوامی خبروں پر مشتمل ہے جس میں شہریوں کے مسائل اور حکومتی اقدامات کا احاطہ کیا گیا ہے۔ یہ خبر نامہ مقامی اور بین الاقوامی خبروں پر مشتمل ہے جس میں شہریوں کے مسائل اور حکومتی اقدامات کا احاطہ کیا گیا ہے۔ یہ خبر نامہ مقامی اور بین الاقوامی خبروں پر مشتمل ہے جس میں شہریوں کے مسائل اور حکومتی اقدامات کا احاطہ کیا گیا ہے۔ یہ خبر نامہ مقامی اور بین الاقوامی خبروں پر مشتمل ہے جس میں شہریوں کے مسائل اور حکومتی اقدامات کا احاطہ کیا گیا ہے۔ یہ خبر نامہ مقامی اور بین الاقوامی خبروں پر مشتمل ہے جس میں شہریوں کے مسائل اور حکومتی اقدامات کا احاطہ کیا گیا ہے۔ <box>430 611 511 842</box>
column-headline: جولائی میں پولیس کے خلاف شہری حیدرآباد <box>524 19 597 57</box>
numbered-item-label <box>173 535 254 548</box>
item-title: تعمیر <box>190 1288 206 1296</box>
item-title: ترمپ <box>620 820 636 828</box>
item-title: کالج <box>106 1061 119 1069</box>
article-body: یہ خبر نامہ مقامی اور بین الاقوامی خبروں پر مشتمل ہے جس میں شہریوں کے مسائل اور حکومتی اقدامات کا احاطہ کیا گیا ہے۔ یہ خبر نامہ مقامی اور بین الاقوامی خبروں پر مشتمل ہے جس میں شہریوں کے مسائل اور حکومتی اقدامات کا احاطہ کیا گیا ہے۔ یہ خبر نامہ مقامی اور بین الاقوامی خبروں پر مشتمل ہے جس میں شہریوں کے مسائل اور حکومتی اقدامات کا احاطہ کیا گیا ہے۔ یہ خبر نامہ مقامی اور بین الاقوامی خبروں پر مشتمل ہے جس میں شہریوں کے مسائل اور حکومتی اقدامات کا احاطہ کیا گیا ہے۔ یہ خبر نامہ مقامی اور بین الاقوامی خبروں پر مشتمل ہے جس میں شہریوں کے مسائل اور حکومتی اقدامات کا احاطہ کیا گیا ہے۔ یہ خبر نامہ مقامی اور بین الاقوامی خبروں پر مشتمل ہے جس میں شہریوں کے مسائل اور حکومتی اقدامات کا احاطہ کیا گیا ہے۔ یہ خبر نامہ مقامی اور بین الاقوامی خبروں پر مشتمل ہے جس میں شہریوں کے مسائل اور حکومتی اقدامات کا احاطہ کیا گیا ہے۔ <box>173 300 254 531</box>
column-headline: شدید گرمی میں طویل لوڈشیڈنگ کیخلاف شہریوں کا احتجاج <box>94 19 168 70</box>
article-body: یہ خبر نامہ مقامی اور بین الاقوامی خبروں پر مشتمل ہے جس میں شہریوں کے مسائل اور حکومتی اقدامات کا احاطہ کیا گیا ہے۔ یہ خبر نامہ مقامی اور بین الاقوامی خبروں پر مشتمل ہے جس میں شہریوں کے مسائل اور حکومتی اقدامات کا احاطہ کیا گیا ہے۔ یہ خبر نامہ مقامی اور بین الاقوامی خبروں پر مشتمل ہے جس میں شہریوں کے مسائل اور حکومتی اقدامات کا احاطہ کیا گیا ہے۔ یہ خبر نامہ مقامی اور بین الاقوامی خبروں پر مشتمل ہے جس میں شہریوں کے مسائل اور حکومتی اقدامات کا احاطہ کیا گیا ہے۔ یہ خبر نامہ مقامی اور بین الاقوامی خبروں پر مشتمل ہے جس میں شہریوں کے مسائل اور حکومتی اقدامات کا احاطہ کیا گیا ہے۔ یہ خبر نامہ مقامی اور بین الاقوامی خبروں پر مشتمل ہے جس میں شہریوں کے مسائل اور حکومتی اقدامات کا احاطہ کیا گیا ہے۔ یہ خبر نامہ مقامی اور بین الاقوامی خبروں پر مشتمل ہے جس میں شہریوں کے مسائل اور حکومتی اقدامات کا احاطہ کیا گیا ہے۔ <box>430 1112 511 1343</box>
story-headline-box: فضلہ چیک کیا جائے گا <box>259 300 340 322</box>
item-number: نمبر 41 <box>136 809 168 820</box>
column-headline: شہریوں کا احتجاج <box>34 19 83 44</box>
article-body: یہ خبر نامہ مقامی اور بین الاقوامی خبروں پر مشتمل ہے جس میں شہریوں کے مسائل اور حکومتی اقدامات کا احاطہ کیا گیا ہے۔ یہ خبر نامہ مقامی اور بین الاقوامی خبروں پر مشتمل ہے جس میں شہریوں کے مسائل اور حکومتی اقدامات کا احاطہ کیا گیا ہے۔ یہ خبر نامہ مقامی اور بین الاقوامی خبروں پر مشتمل ہے جس میں شہریوں کے مسائل اور حکومتی اقدامات کا احاطہ کیا گیا ہے۔ یہ خبر نامہ مقامی اور بین الاقوامی خبروں پر مشتمل ہے جس میں شہریوں کے مسائل اور حکومتی اقدامات کا احاطہ کیا گیا ہے۔ یہ خبر نامہ مقامی اور بین الاقوامی خبروں پر مشتمل ہے جس میں شہریوں کے مسائل اور حکومتی اقدامات کا احاطہ کیا گیا ہے۔ یہ خبر نامہ مقامی اور بین الاقوامی خبروں پر مشتمل ہے جس میں شہریوں کے مسائل اور حکومتی اقدامات کا احاطہ کیا گیا ہے۔ یہ خبر نامہ مقامی اور بین الاقوامی خبروں پر مشتمل ہے جس میں شہریوں کے مسائل اور حکومتی اقدامات کا احاطہ کیا گیا ہے۔ <box>516 839 597 1070</box>
news-column <box>514 16 599 2353</box>
item-title: پانی <box>448 849 462 857</box>
numbered-item-label <box>88 808 168 821</box>
item-number: نمبر 36 <box>222 786 253 798</box>
article-body: یہ خبر نامہ مقامی اور بین الاقوامی خبروں پر مشتمل ہے جس میں شہریوں کے مسائل اور حکومتی اقدامات کا احاطہ کیا گیا ہے۔ یہ خبر نامہ مقامی اور بین الاقوامی خبروں پر مشتمل ہے جس میں شہریوں کے مسائل اور حکومتی اقدامات کا احاطہ کیا گیا ہے۔ یہ خبر نامہ مقامی اور بین الاقوامی خبروں پر مشتمل ہے جس میں شہریوں کے مسائل اور حکومتی اقدامات کا احاطہ کیا گیا ہے۔ یہ خبر نامہ مقامی اور بین الاقوامی خبروں پر مشتمل ہے جس میں شہریوں کے مسائل اور حکومتی اقدامات کا احاطہ کیا گیا ہے۔ یہ خبر نامہ مقامی اور بین الاقوامی خبروں پر مشتمل ہے جس میں شہریوں کے مسائل اور حکومتی اقدامات کا احاطہ کیا گیا ہے۔ یہ خبر نامہ مقامی اور بین الاقوامی خبروں پر مشتمل ہے جس میں شہریوں کے مسائل اور حکومتی اقدامات کا احاطہ کیا گیا ہے۔ <box>345 82 425 280</box>
item-number: نمبر 25 <box>393 1797 425 1808</box>
numbered-item-label <box>2 541 83 554</box>
masthead-date-text: روزنامہ امت ۲۶ جون ۲۰۲۵ء <box>588 0 681 10</box>
article-body: یہ خبر نامہ مقامی اور بین الاقوامی خبروں پر مشتمل ہے جس میں شہریوں کے مسائل اور حکومتی اقدامات کا احاطہ کیا گیا ہے۔ یہ خبر نامہ مقامی اور بین الاقوامی خبروں پر مشتمل ہے جس میں شہریوں کے مسائل اور حکومتی اقدامات کا احاطہ کیا گیا ہے۔ یہ خبر نامہ مقامی اور بین الاقوامی خبروں پر مشتمل ہے جس میں شہریوں کے مسائل اور حکومتی اقدامات کا احاطہ کیا گیا ہے۔ یہ خبر نامہ مقامی اور بین الاقوامی خبروں پر مشتمل ہے جس میں شہریوں کے مسائل اور حکومتی اقدامات کا احاطہ کیا گیا ہے۔ یہ خبر نامہ مقامی اور بین الاقوامی خبروں پر مشتمل ہے جس میں شہریوں کے مسائل اور حکومتی اقدامات کا احاطہ کیا گیا ہے۔ یہ خبر نامہ مقامی اور بین الاقوامی خبروں پر مشتمل ہے جس میں شہریوں کے مسائل اور حکومتی اقدامات کا احاطہ کیا گیا ہے۔ یہ خبر نامہ مقامی اور بین الاقوامی خبروں پر مشتمل ہے جس میں شہریوں کے مسائل اور حکومتی اقدامات کا احاطہ کیا گیا ہے۔ <box>430 362 511 592</box>
item-number: نمبر 17 <box>479 1098 510 1109</box>
numbered-item-label <box>345 1547 425 1559</box>
item-number: نمبر 10 <box>564 1075 596 1086</box>
item-title: سمندر <box>273 813 293 821</box>
news-column <box>428 16 514 1876</box>
item-title: جامعہ <box>275 2065 293 2073</box>
item-title: ٹرانسپورٹ <box>438 1600 472 1608</box>
numbered-item-label <box>173 785 254 798</box>
item-title: محمود <box>619 569 638 577</box>
column-subhead: گوٹھوں میں کارروائی کے خلاف احتجاج <box>526 59 597 88</box>
article-body: یہ خبر نامہ مقامی اور بین الاقوامی خبروں پر مشتمل ہے جس میں شہریوں کے مسائل اور حکومتی اقدامات کا احاطہ کیا گیا ہے۔ یہ خبر نامہ مقامی اور بین الاقوامی خبروں پر مشتمل ہے جس میں شہریوں کے مسائل اور حکومتی اقدامات کا احاطہ کیا گیا ہے۔ یہ خبر نامہ مقامی اور بین الاقوامی خبروں پر مشتمل ہے جس میں شہریوں کے مسائل اور حکومتی اقدامات کا احاطہ کیا گیا ہے۔ یہ خبر نامہ مقامی اور بین الاقوامی خبروں پر مشتمل ہے جس میں شہریوں کے مسائل اور حکومتی اقدامات کا احاطہ کیا گیا ہے۔ یہ خبر نامہ مقامی اور بین الاقوامی خبروں پر مشتمل ہے جس میں شہریوں کے مسائل اور حکومتی اقدامات کا احاطہ کیا گیا ہے۔ یہ خبر نامہ مقامی اور بین الاقوامی خبروں پر مشتمل ہے جس میں شہریوں کے مسائل اور حکومتی اقدامات کا احاطہ کیا گیا ہے۔ یہ خبر نامہ مقامی اور بین الاقوامی خبروں پر مشتمل ہے جس میں شہریوں کے مسائل اور حکومتی اقدامات کا احاطہ کیا گیا ہے۔ <box>173 550 254 781</box>
item-title: قانون <box>360 798 378 805</box>
item-title: تعلیم <box>104 560 121 568</box>
article-body: یہ خبر نامہ مقامی اور بین الاقوامی خبروں پر مشتمل ہے جس میں شہریوں کے مسائل اور حکومتی اقدامات کا احاطہ کیا گیا ہے۔ یہ خبر نامہ مقامی اور بین الاقوامی خبروں پر مشتمل ہے جس میں شہریوں کے مسائل اور حکومتی اقدامات کا احاطہ کیا گیا ہے۔ یہ خبر نامہ مقامی اور بین الاقوامی خبروں پر مشتمل ہے جس میں شہریوں کے مسائل اور حکومتی اقدامات کا احاطہ کیا گیا ہے۔ یہ خبر نامہ مقامی اور بین الاقوامی خبروں پر مشتمل ہے جس میں شہریوں کے مسائل اور حکومتی اقدامات کا احاطہ کیا گیا ہے۔ یہ خبر نامہ مقامی اور بین الاقوامی خبروں پر مشتمل ہے جس میں شہریوں کے مسائل اور حکومتی اقدامات کا احاطہ کیا گیا ہے۔ یہ خبر نامہ مقامی اور بین الاقوامی خبروں پر مشتمل ہے جس میں شہریوں کے مسائل اور حکومتی اقدامات کا احاطہ کیا گیا ہے۔ یہ خبر نامہ مقامی اور بین الاقوامی خبروں پر مشتمل ہے جس میں شہریوں کے مسائل اور حکومتی اقدامات کا احاطہ کیا گیا ہے۔ <box>259 1327 340 1558</box>
numbered-item-label <box>2 1293 83 1305</box>
article-body: یہ خبر نامہ مقامی اور بین الاقوامی خبروں پر مشتمل ہے جس میں شہریوں کے مسائل اور حکومتی اقدامات کا احاطہ کیا گیا ہے۔ یہ خبر نامہ مقامی اور بین الاقوامی خبروں پر مشتمل ہے جس میں شہریوں کے مسائل اور حکومتی اقدامات کا احاطہ کیا گیا ہے۔ یہ خبر نامہ مقامی اور بین الاقوامی خبروں پر مشتمل ہے جس میں شہریوں کے مسائل اور حکومتی اقدامات کا احاطہ کیا گیا ہے۔ یہ خبر نامہ مقامی اور بین الاقوامی خبروں پر مشتمل ہے جس میں شہریوں کے مسائل اور حکومتی اقدامات کا احاطہ کیا گیا ہے۔ یہ خبر نامہ مقامی اور بین الاقوامی خبروں پر مشتمل ہے جس میں شہریوں کے مسائل اور حکومتی اقدامات کا احاطہ کیا گیا ہے۔ یہ خبر نامہ مقامی اور بین الاقوامی خبروں پر مشتمل ہے جس میں شہریوں کے مسائل اور حکومتی اقدامات کا احاطہ کیا گیا ہے۔ یہ خبر نامہ مقامی اور بین الاقوامی خبروں پر مشتمل ہے جس میں شہریوں کے مسائل اور حکومتی اقدامات کا احاطہ کیا گیا ہے۔ <box>345 1812 425 2043</box>
item-number: نمبر 15 <box>479 597 510 609</box>
item-title: شہر <box>277 564 290 571</box>
article-body: یہ خبر نامہ مقامی اور بین الاقوامی خبروں پر مشتمل ہے جس میں شہریوں کے مسائل اور حکومتی اقدامات کا احاطہ کیا گیا ہے۔ یہ خبر نامہ مقامی اور بین الاقوامی خبروں پر مشتمل ہے جس میں شہریوں کے مسائل اور حکومتی اقدامات کا احاطہ کیا گیا ہے۔ یہ خبر نامہ مقامی اور بین الاقوامی خبروں پر مشتمل ہے جس میں شہریوں کے مسائل اور حکومتی اقدامات کا احاطہ کیا گیا ہے۔ یہ خبر نامہ مقامی اور بین الاقوامی خبروں پر مشتمل ہے جس میں شہریوں کے مسائل اور حکومتی اقدامات کا احاطہ کیا گیا ہے۔ یہ خبر نامہ مقامی اور بین الاقوامی خبروں پر مشتمل ہے جس میں شہریوں کے مسائل اور حکومتی اقدامات کا احاطہ کیا گیا ہے۔ یہ خبر نامہ مقامی اور بین الاقوامی خبروں پر مشتمل ہے جس میں شہریوں کے مسائل اور حکومتی اقدامات کا احاطہ کیا گیا ہے۔ یہ خبر نامہ مقامی اور بین الاقوامی خبروں پر مشتمل ہے جس میں شہریوں کے مسائل اور حکومتی اقدامات کا احاطہ کیا گیا ہے۔ <box>516 1340 597 1571</box>
article-body: یہ خبر نامہ مقامی اور بین الاقوامی خبروں پر مشتمل ہے جس میں شہریوں کے مسائل اور حکومتی اقدامات کا احاطہ کیا گیا ہے۔ یہ خبر نامہ مقامی اور بین الاقوامی خبروں پر مشتمل ہے جس میں شہریوں کے مسائل اور حکومتی اقدامات کا احاطہ کیا گیا ہے۔ یہ خبر نامہ مقامی اور بین الاقوامی خبروں پر مشتمل ہے جس میں شہریوں کے مسائل اور حکومتی اقدامات کا احاطہ کیا گیا ہے۔ یہ خبر نامہ مقامی اور بین الاقوامی خبروں پر مشتمل ہے جس میں شہریوں کے مسائل اور حکومتی اقدامات کا احاطہ کیا گیا ہے۔ یہ خبر نامہ مقامی اور بین الاقوامی خبروں پر مشتمل ہے جس میں شہریوں کے مسائل اور حکومتی اقدامات کا احاطہ کیا گیا ہے۔ یہ خبر نامہ مقامی اور بین الاقوامی خبروں پر مشتمل ہے جس میں شہریوں کے مسائل اور حکومتی اقدامات کا احاطہ کیا گیا ہے۔ <box>259 98 340 296</box>
numbered-item-label <box>602 2069 682 2082</box>
numbered-item-label <box>259 2062 340 2075</box>
item-title: بجلی <box>532 1327 549 1335</box>
numbered-item-label <box>516 1575 597 1588</box>
numbered-item-label <box>259 811 340 824</box>
item-number: نمبر 26 <box>393 2047 425 2059</box>
item-title: گیس <box>447 599 462 606</box>
numbered-item-label <box>259 561 340 574</box>
item-number: نمبر 39 <box>222 1537 253 1549</box>
item-number: نمبر 13 <box>564 1826 596 1837</box>
item-number: نمبر 23 <box>393 1297 425 1308</box>
article-body: یہ خبر نامہ مقامی اور بین الاقوامی خبروں پر مشتمل ہے جس میں شہریوں کے مسائل اور حکومتی اقدامات کا احاطہ کیا گیا ہے۔ یہ خبر نامہ مقامی اور بین الاقوامی خبروں پر مشتمل ہے جس میں شہریوں کے مسائل اور حکومتی اقدامات کا احاطہ کیا گیا ہے۔ یہ خبر نامہ مقامی اور بین الاقوامی خبروں پر مشتمل ہے جس میں شہریوں کے مسائل اور حکومتی اقدامات کا احاطہ کیا گیا ہے۔ یہ خبر نامہ مقامی اور بین الاقوامی خبروں پر مشتمل ہے جس میں شہریوں کے مسائل اور حکومتی اقدامات کا احاطہ کیا گیا ہے۔ یہ خبر نامہ مقامی اور بین الاقوامی خبروں پر مشتمل ہے جس میں شہریوں کے مسائل اور حکومتی اقدامات کا احاطہ کیا گیا ہے۔ یہ خبر نامہ مقامی اور بین الاقوامی خبروں پر مشتمل ہے جس میں شہریوں کے مسائل اور حکومتی اقدامات کا احاطہ کیا گیا ہے۔ <box>516 92 597 290</box>
numbered-item-label <box>602 1318 682 1331</box>
column-headline: جبری گمشدگی کے خلاف بازیابی کے احتجاج <box>352 19 425 57</box>
numbered-item-label <box>602 567 682 580</box>
item-number: نمبر 11 <box>564 1325 596 1337</box>
article-body: یہ خبر نامہ مقامی اور بین الاقوامی خبروں پر مشتمل ہے جس میں شہریوں کے مسائل اور حکومتی اقدامات کا احاطہ کیا گیا ہے۔ یہ خبر نامہ مقامی اور بین الاقوامی خبروں پر مشتمل ہے جس میں شہریوں کے مسائل اور حکومتی اقدامات کا احاطہ کیا گیا ہے۔ یہ خبر نامہ مقامی اور بین الاقوامی خبروں پر مشتمل ہے جس میں شہریوں کے مسائل اور حکومتی اقدامات کا احاطہ کیا گیا ہے۔ یہ خبر نامہ مقامی اور بین الاقوامی خبروں پر مشتمل ہے جس میں شہریوں کے مسائل اور حکومتی اقدامات کا احاطہ کیا گیا ہے۔ یہ خبر نامہ مقامی اور بین الاقوامی خبروں پر مشتمل ہے جس میں شہریوں کے مسائل اور حکومتی اقدامات کا احاطہ کیا گیا ہے۔ یہ خبر نامہ مقامی اور بین الاقوامی خبروں پر مشتمل ہے جس میں شہریوں کے مسائل اور حکومتی اقدامات کا احاطہ کیا گیا ہے۔ یہ خبر نامہ مقامی اور بین الاقوامی خبروں پر مشتمل ہے جس میں شہریوں کے مسائل اور حکومتی اقدامات کا احاطہ کیا گیا ہے۔ <box>516 1841 597 2072</box>
item-title: امتحان <box>102 810 123 818</box>
item-title: سندھ <box>534 826 552 834</box>
column-headline: شکایت کے گوٹھوں میں پولیس کارروائی کی مذمت <box>440 19 511 70</box>
article-body: یہ خبر نامہ مقامی اور بین الاقوامی خبروں پر مشتمل ہے جس میں شہریوں کے مسائل اور حکومتی اقدامات کا احاطہ کیا گیا ہے۔ یہ خبر نامہ مقامی اور بین الاقوامی خبروں پر مشتمل ہے جس میں شہریوں کے مسائل اور حکومتی اقدامات کا احاطہ کیا گیا ہے۔ یہ خبر نامہ مقامی اور بین الاقوامی خبروں پر مشتمل ہے جس میں شہریوں کے مسائل اور حکومتی اقدامات کا احاطہ کیا گیا ہے۔ یہ خبر نامہ مقامی اور بین الاقوامی خبروں پر مشتمل ہے جس میں شہریوں کے مسائل اور حکومتی اقدامات کا احاطہ کیا گیا ہے۔ یہ خبر نامہ مقامی اور بین الاقوامی خبروں پر مشتمل ہے جس میں شہریوں کے مسائل اور حکومتی اقدامات کا احاطہ کیا گیا ہے۔ یہ خبر نامہ مقامی اور بین الاقوامی خبروں پر مشتمل ہے جس میں شہریوں کے مسائل اور حکومتی اقدامات کا احاطہ کیا گیا ہے۔ یہ خبر نامہ مقامی اور بین الاقوامی خبروں پر مشتمل ہے جس میں شہریوں کے مسائل اور حکومتی اقدامات کا احاطہ کیا گیا ہے۔ <box>516 1089 597 1320</box>
article-body: یہ خبر نامہ مقامی اور بین الاقوامی خبروں پر مشتمل ہے جس میں شہریوں کے مسائل اور حکومتی اقدامات کا احاطہ کیا گیا ہے۔ یہ خبر نامہ مقامی اور بین الاقوامی خبروں پر مشتمل ہے جس میں شہریوں کے مسائل اور حکومتی اقدامات کا احاطہ کیا گیا ہے۔ یہ خبر نامہ مقامی اور بین الاقوامی خبروں پر مشتمل ہے جس میں شہریوں کے مسائل اور حکومتی اقدامات کا احاطہ کیا گیا ہے۔ یہ خبر نامہ مقامی اور بین الاقوامی خبروں پر مشتمل ہے جس میں شہریوں کے مسائل اور حکومتی اقدامات کا احاطہ کیا گیا ہے۔ یہ خبر نامہ مقامی اور بین الاقوامی خبروں پر مشتمل ہے جس میں شہریوں کے مسائل اور حکومتی اقدامات کا احاطہ کیا گیا ہے۔ یہ خبر نامہ مقامی اور بین الاقوامی خبروں پر مشتمل ہے جس میں شہریوں کے مسائل اور حکومتی اقدامات کا احاطہ کیا گیا ہے۔ یہ خبر نامہ مقامی اور بین الاقوامی خبروں پر مشتمل ہے جس میں شہریوں کے مسائل اور حکومتی اقدامات کا احاطہ کیا گیا ہے۔ <box>259 826 340 1057</box>
numbered-item-label <box>516 824 597 837</box>
column-subhead: سیوریج پمپنگ اسٹیشن حسب ضرورت اپ گریڈ کرنے کی ہدایت <box>448 72 511 111</box>
item-title: ماحول <box>17 1295 37 1303</box>
item-title: دفاع <box>362 1298 376 1306</box>
item-number: نمبر 12 <box>564 1576 596 1587</box>
item-title: صحت <box>360 1799 377 1807</box>
article-body: یہ خبر نامہ مقامی اور بین الاقوامی خبروں پر مشتمل ہے جس میں شہریوں کے مسائل اور حکومتی اقدامات کا احاطہ کیا گیا ہے۔ یہ خبر نامہ مقامی اور بین الاقوامی خبروں پر مشتمل ہے جس میں شہریوں کے مسائل اور حکومتی اقدامات کا احاطہ کیا گیا ہے۔ یہ خبر نامہ مقامی اور بین الاقوامی خبروں پر مشتمل ہے جس میں شہریوں کے مسائل اور حکومتی اقدامات کا احاطہ کیا گیا ہے۔ یہ خبر نامہ مقامی اور بین الاقوامی خبروں پر مشتمل ہے جس میں شہریوں کے مسائل اور حکومتی اقدامات کا احاطہ کیا گیا ہے۔ یہ خبر نامہ مقامی اور بین الاقوامی خبروں پر مشتمل ہے جس میں شہریوں کے مسائل اور حکومتی اقدامات کا احاطہ کیا گیا ہے۔ یہ خبر نامہ مقامی اور بین الاقوامی خبروں پر مشتمل ہے جس میں شہریوں کے مسائل اور حکومتی اقدامات کا احاطہ کیا گیا ہے۔ یہ خبر نامہ مقامی اور بین الاقوامی خبروں پر مشتمل ہے جس میں شہریوں کے مسائل اور حکومتی اقدامات کا احاطہ کیا گیا ہے۔ <box>430 1363 511 1594</box>
numbered-item-label <box>516 1074 597 1087</box>
story-headline-box: سینٹرل جیل میں قیدی کی ہلاکت کے باعث احتجاج <box>2 271 83 303</box>
news-column <box>86 16 171 1587</box>
story-headline-box: Exercise Increased Caution <box>173 274 254 297</box>
column-subhead: شہریوں کی بازیابی کا مطالبہ <box>348 59 425 78</box>
item-number: نمبر 4 <box>654 1319 681 1330</box>
numbered-item-label <box>345 795 425 808</box>
item-title: حیدرآباد <box>528 1577 552 1585</box>
numbered-item-label <box>602 1068 682 1081</box>
item-number: نمبر 5 <box>654 1569 681 1581</box>
numbered-item-label <box>173 1036 254 1049</box>
numbered-item-label <box>345 545 425 558</box>
numbered-item-label <box>345 2297 425 2310</box>
item-title: ترقی <box>190 1539 206 1547</box>
item-number: نمبر 27 <box>393 2298 425 2309</box>
item-title: چاول <box>447 1350 463 1358</box>
item-title: مدرسہ <box>273 1565 294 1573</box>
numbered-item-label <box>259 1562 340 1575</box>
article-body: یہ خبر نامہ مقامی اور بین الاقوامی خبروں پر مشتمل ہے جس میں شہریوں کے مسائل اور حکومتی اقدامات کا احاطہ کیا گیا ہے۔ یہ خبر نامہ مقامی اور بین الاقوامی خبروں پر مشتمل ہے جس میں شہریوں کے مسائل اور حکومتی اقدامات کا احاطہ کیا گیا ہے۔ یہ خبر نامہ مقامی اور بین الاقوامی خبروں پر مشتمل ہے جس میں شہریوں کے مسائل اور حکومتی اقدامات کا احاطہ کیا گیا ہے۔ یہ خبر نامہ مقامی اور بین الاقوامی خبروں پر مشتمل ہے جس میں شہریوں کے مسائل اور حکومتی اقدامات کا احاطہ کیا گیا ہے۔ یہ خبر نامہ مقامی اور بین الاقوامی خبروں پر مشتمل ہے جس میں شہریوں کے مسائل اور حکومتی اقدامات کا احاطہ کیا گیا ہے۔ یہ خبر نامہ مقامی اور بین الاقوامی خبروں پر مشتمل ہے جس میں شہریوں کے مسائل اور حکومتی اقدامات کا احاطہ کیا گیا ہے۔ یہ خبر نامہ مقامی اور بین الاقوامی خبروں پر مشتمل ہے جس میں شہریوں کے مسائل اور حکومتی اقدامات کا احاطہ کیا گیا ہے۔ <box>2 1057 83 1288</box>
column-subhead: ہسپتال کی نگرانی <box>267 85 340 94</box>
column-headline: لیاقت اسپتال کا فضلہ ضائع کرنے کیلئے اعلیٰ سطحی کمیٹی تشکیل <box>266 19 340 83</box>
article-body: یہ خبر نامہ مقامی اور بین الاقوامی خبروں پر مشتمل ہے جس میں شہریوں کے مسائل اور حکومتی اقدامات کا احاطہ کیا گیا ہے۔ یہ خبر نامہ مقامی اور بین الاقوامی خبروں پر مشتمل ہے جس میں شہریوں کے مسائل اور حکومتی اقدامات کا احاطہ کیا گیا ہے۔ یہ خبر نامہ مقامی اور بین الاقوامی خبروں پر مشتمل ہے جس میں شہریوں کے مسائل اور حکومتی اقدامات کا احاطہ کیا گیا ہے۔ یہ خبر نامہ مقامی اور بین الاقوامی خبروں پر مشتمل ہے جس میں شہریوں کے مسائل اور حکومتی اقدامات کا احاطہ کیا گیا ہے۔ یہ خبر نامہ مقامی اور بین الاقوامی خبروں پر مشتمل ہے جس میں شہریوں کے مسائل اور حکومتی اقدامات کا احاطہ کیا گیا ہے۔ یہ خبر نامہ مقامی اور بین الاقوامی خبروں پر مشتمل ہے جس میں شہریوں کے مسائل اور حکومتی اقدامات کا احاطہ کیا گیا ہے۔ یہ خبر نامہ مقامی اور بین الاقوامی خبروں پر مشتمل ہے جس میں شہریوں کے مسائل اور حکومتی اقدامات کا احاطہ کیا گیا ہے۔ یہ خبر نامہ مقامی اور بین الاقوامی خبروں پر مشتمل ہے جس میں شہریوں کے مسائل اور حکومتی اقدامات کا احاطہ کیا گیا ہے۔ <box>2 1308 83 1571</box>
item-number: نمبر 45 <box>51 793 83 804</box>
item-title: بلدیہ <box>19 544 34 552</box>
page-number: ۷ <box>576 1 586 11</box>
numbered-item-label <box>173 1537 254 1549</box>
masthead-title: THE DAILY UMMAT KARACHI,SUNDAY JUNE 22,2025 <box>4 1 227 11</box>
item-number: نمبر 3 <box>654 1069 681 1080</box>
column-subhead: تقریب کا اہتمام <box>191 59 254 68</box>
item-number: نمبر 32 <box>308 1563 339 1574</box>
article-body: یہ خبر نامہ مقامی اور بین الاقوامی خبروں پر مشتمل ہے جس میں شہریوں کے مسائل اور حکومتی اقدامات کا احاطہ کیا گیا ہے۔ یہ خبر نامہ مقامی اور بین الاقوامی خبروں پر مشتمل ہے جس میں شہریوں کے مسائل اور حکومتی اقدامات کا احاطہ کیا گیا ہے۔ یہ خبر نامہ مقامی اور بین الاقوامی خبروں پر مشتمل ہے جس میں شہریوں کے مسائل اور حکومتی اقدامات کا احاطہ کیا گیا ہے۔ یہ خبر نامہ مقامی اور بین الاقوامی خبروں پر مشتمل ہے جس میں شہریوں کے مسائل اور حکومتی اقدامات کا احاطہ کیا گیا ہے۔ یہ خبر نامہ مقامی اور بین الاقوامی خبروں پر مشتمل ہے جس میں شہریوں کے مسائل اور حکومتی اقدامات کا احاطہ کیا گیا ہے۔ یہ خبر نامہ مقامی اور بین الاقوامی خبروں پر مشتمل ہے جس میں شہریوں کے مسائل اور حکومتی اقدامات کا احاطہ کیا گیا ہے۔ <box>602 95 682 293</box>
article-body: یہ خبر نامہ مقامی اور بین الاقوامی خبروں پر مشتمل ہے جس میں شہریوں کے مسائل اور حکومتی اقدامات کا احاطہ کیا گیا ہے۔ یہ خبر نامہ مقامی اور بین الاقوامی خبروں پر مشتمل ہے جس میں شہریوں کے مسائل اور حکومتی اقدامات کا احاطہ کیا گیا ہے۔ یہ خبر نامہ مقامی اور بین الاقوامی خبروں پر مشتمل ہے جس میں شہریوں کے مسائل اور حکومتی اقدامات کا احاطہ کیا گیا ہے۔ یہ خبر نامہ مقامی اور بین الاقوامی خبروں پر مشتمل ہے جس میں شہریوں کے مسائل اور حکومتی اقدامات کا احاطہ کیا گیا ہے۔ یہ خبر نامہ مقامی اور بین الاقوامی خبروں پر مشتمل ہے جس میں شہریوں کے مسائل اور حکومتی اقدامات کا احاطہ کیا گیا ہے۔ یہ خبر نامہ مقامی اور بین الاقوامی خبروں پر مشتمل ہے جس میں شہریوں کے مسائل اور حکومتی اقدامات کا احاطہ کیا گیا ہے۔ یہ خبر نامہ مقامی اور بین الاقوامی خبروں پر مشتمل ہے جس میں شہریوں کے مسائل اور حکومتی اقدامات کا احاطہ کیا گیا ہے۔ <box>602 332 682 563</box>
item-number: نمبر 7 <box>654 2070 681 2081</box>
item-title: ششششہ <box>614 1321 643 1329</box>
item-number: نمبر 40 <box>136 559 168 570</box>
article-body: یہ خبر نامہ مقامی اور بین الاقوامی خبروں پر مشتمل ہے جس میں شہریوں کے مسائل اور حکومتی اقدامات کا احاطہ کیا گیا ہے۔ یہ خبر نامہ مقامی اور بین الاقوامی خبروں پر مشتمل ہے جس میں شہریوں کے مسائل اور حکومتی اقدامات کا احاطہ کیا گیا ہے۔ یہ خبر نامہ مقامی اور بین الاقوامی خبروں پر مشتمل ہے جس میں شہریوں کے مسائل اور حکومتی اقدامات کا احاطہ کیا گیا ہے۔ یہ خبر نامہ مقامی اور بین الاقوامی خبروں پر مشتمل ہے جس میں شہریوں کے مسائل اور حکومتی اقدامات کا احاطہ کیا گیا ہے۔ یہ خبر نامہ مقامی اور بین الاقوامی خبروں پر مشتمل ہے جس میں شہریوں کے مسائل اور حکومتی اقدامات کا احاطہ کیا گیا ہے۔ یہ خبر نامہ مقامی اور بین الاقوامی خبروں پر مشتمل ہے جس میں شہریوں کے مسائل اور حکومتی اقدامات کا احاطہ کیا گیا ہے۔ یہ خبر نامہ مقامی اور بین الاقوامی خبروں پر مشتمل ہے جس میں شہریوں کے مسائل اور حکومتی اقدامات کا احاطہ کیا گیا ہے۔ <box>602 1834 682 2065</box>
item-number: نمبر 29 <box>308 812 339 823</box>
column-subhead: لوڈشیڈنگ کے خلاف مظاہرہ <box>10 46 83 66</box>
article-body: یہ خبر نامہ مقامی اور بین الاقوامی خبروں پر مشتمل ہے جس میں شہریوں کے مسائل اور حکومتی اقدامات کا احاطہ کیا گیا ہے۔ یہ خبر نامہ مقامی اور بین الاقوامی خبروں پر مشتمل ہے جس میں شہریوں کے مسائل اور حکومتی اقدامات کا احاطہ کیا گیا ہے۔ یہ خبر نامہ مقامی اور بین الاقوامی خبروں پر مشتمل ہے جس میں شہریوں کے مسائل اور حکومتی اقدامات کا احاطہ کیا گیا ہے۔ یہ خبر نامہ مقامی اور بین الاقوامی خبروں پر مشتمل ہے جس میں شہریوں کے مسائل اور حکومتی اقدامات کا احاطہ کیا گیا ہے۔ یہ خبر نامہ مقامی اور بین الاقوامی خبروں پر مشتمل ہے جس میں شہریوں کے مسائل اور حکومتی اقدامات کا احاطہ کیا گیا ہے۔ یہ خبر نامہ مقامی اور بین الاقوامی خبروں پر مشتمل ہے جس میں شہریوں کے مسائل اور حکومتی اقدامات کا احاطہ کیا گیا ہے۔ <box>430 115 511 313</box>
article-body: یہ خبر نامہ مقامی اور بین الاقوامی خبروں پر مشتمل ہے جس میں شہریوں کے مسائل اور حکومتی اقدامات کا احاطہ کیا گیا ہے۔ یہ خبر نامہ مقامی اور بین الاقوامی خبروں پر مشتمل ہے جس میں شہریوں کے مسائل اور حکومتی اقدامات کا احاطہ کیا گیا ہے۔ یہ خبر نامہ مقامی اور بین الاقوامی خبروں پر مشتمل ہے جس میں شہریوں کے مسائل اور حکومتی اقدامات کا احاطہ کیا گیا ہے۔ یہ خبر نامہ مقامی اور بین الاقوامی خبروں پر مشتمل ہے جس میں شہریوں کے مسائل اور حکومتی اقدامات کا احاطہ کیا گیا ہے۔ یہ خبر نامہ مقامی اور بین الاقوامی خبروں پر مشتمل ہے جس میں شہریوں کے مسائل اور حکومتی اقدامات کا احاطہ کیا گیا ہے۔ یہ خبر نامہ مقامی اور بین الاقوامی خبروں پر مشتمل ہے جس میں شہریوں کے مسائل اور حکومتی اقدامات کا احاطہ کیا گیا ہے۔ یہ خبر نامہ مقامی اور بین الاقوامی خبروں پر مشتمل ہے جس میں شہریوں کے مسائل اور حکومتی اقدامات کا احاطہ کیا گیا ہے۔ <box>602 833 682 1064</box>
item-number: نمبر 22 <box>393 1047 425 1058</box>
item-number: نمبر 44 <box>51 542 83 554</box>
column-headline: راہوکی پولیس کی دھمکیوں کیخلاف شہری حیدرآباد پہنچ گیا <box>609 19 682 70</box>
article-body: یہ خبر نامہ مقامی اور بین الاقوامی خبروں پر مشتمل ہے جس میں شہریوں کے مسائل اور حکومتی اقدامات کا احاطہ کیا گیا ہے۔ یہ خبر نامہ مقامی اور بین الاقوامی خبروں پر مشتمل ہے جس میں شہریوں کے مسائل اور حکومتی اقدامات کا احاطہ کیا گیا ہے۔ یہ خبر نامہ مقامی اور بین الاقوامی خبروں پر مشتمل ہے جس میں شہریوں کے مسائل اور حکومتی اقدامات کا احاطہ کیا گیا ہے۔ یہ خبر نامہ مقامی اور بین الاقوامی خبروں پر مشتمل ہے جس میں شہریوں کے مسائل اور حکومتی اقدامات کا احاطہ کیا گیا ہے۔ یہ خبر نامہ مقامی اور بین الاقوامی خبروں پر مشتمل ہے جس میں شہریوں کے مسائل اور حکومتی اقدامات کا احاطہ کیا گیا ہے۔ یہ خبر نامہ مقامی اور بین الاقوامی خبروں پر مشتمل ہے جس میں شہریوں کے مسائل اور حکومتی اقدامات کا احاطہ کیا گیا ہے۔ یہ خبر نامہ مقامی اور بین الاقوامی خبروں پر مشتمل ہے جس میں شہریوں کے مسائل اور حکومتی اقدامات کا احاطہ کیا گیا ہے۔ <box>173 800 254 1032</box>
numbered-item-label <box>259 1062 340 1074</box>
item-title: شیخ <box>362 547 376 555</box>
story-headline-box: جامعہ سندھ مشورہ کا اعلامیہ <box>88 297 168 320</box>
item-number: نمبر 20 <box>393 546 425 557</box>
item-number: نمبر 34 <box>308 2063 339 2074</box>
item-title: ڈوب لیبرگ <box>527 576 559 584</box>
item-title: عوام <box>276 1064 291 1071</box>
numbered-item-label <box>430 1097 511 1110</box>
numbered-item-label <box>430 1598 511 1611</box>
article-body: یہ خبر نامہ مقامی اور بین الاقوامی خبروں پر مشتمل ہے جس میں شہریوں کے مسائل اور حکومتی اقدامات کا احاطہ کیا گیا ہے۔ یہ خبر نامہ مقامی اور بین الاقوامی خبروں پر مشتمل ہے جس میں شہریوں کے مسائل اور حکومتی اقدامات کا احاطہ کیا گیا ہے۔ یہ خبر نامہ مقامی اور بین الاقوامی خبروں پر مشتمل ہے جس میں شہریوں کے مسائل اور حکومتی اقدامات کا احاطہ کیا گیا ہے۔ یہ خبر نامہ مقامی اور بین الاقوامی خبروں پر مشتمل ہے جس میں شہریوں کے مسائل اور حکومتی اقدامات کا احاطہ کیا گیا ہے۔ یہ خبر نامہ مقامی اور بین الاقوامی خبروں پر مشتمل ہے جس میں شہریوں کے مسائل اور حکومتی اقدامات کا احاطہ کیا گیا ہے۔ یہ خبر نامہ مقامی اور بین الاقوامی خبروں پر مشتمل ہے جس میں شہریوں کے مسائل اور حکومتی اقدامات کا احاطہ کیا گیا ہے۔ یہ خبر نامہ مقامی اور بین الاقوامی خبروں پر مشتمل ہے جس میں شہریوں کے مسائل اور حکومتی اقدامات کا احاطہ کیا گیا ہے۔ یہ خبر نامہ مقامی اور بین الاقوامی خبروں پر مشتمل ہے جس میں شہریوں کے مسائل اور حکومتی اقدامات کا احاطہ کیا گیا ہے۔ <box>259 2078 340 2341</box>
article-body: یہ خبر نامہ مقامی اور بین الاقوامی خبروں پر مشتمل ہے جس میں شہریوں کے مسائل اور حکومتی اقدامات کا احاطہ کیا گیا ہے۔ یہ خبر نامہ مقامی اور بین الاقوامی خبروں پر مشتمل ہے جس میں شہریوں کے مسائل اور حکومتی اقدامات کا احاطہ کیا گیا ہے۔ یہ خبر نامہ مقامی اور بین الاقوامی خبروں پر مشتمل ہے جس میں شہریوں کے مسائل اور حکومتی اقدامات کا احاطہ کیا گیا ہے۔ یہ خبر نامہ مقامی اور بین الاقوامی خبروں پر مشتمل ہے جس میں شہریوں کے مسائل اور حکومتی اقدامات کا احاطہ کیا گیا ہے۔ یہ خبر نامہ مقامی اور بین الاقوامی خبروں پر مشتمل ہے جس میں شہریوں کے مسائل اور حکومتی اقدامات کا احاطہ کیا گیا ہے۔ یہ خبر نامہ مقامی اور بین الاقوامی خبروں پر مشتمل ہے جس میں شہریوں کے مسائل اور حکومتی اقدامات کا احاطہ کیا گیا ہے۔ یہ خبر نامہ مقامی اور بین الاقوامی خبروں پر مشتمل ہے جس میں شہریوں کے مسائل اور حکومتی اقدامات کا احاطہ کیا گیا ہے۔ <box>602 1333 682 1564</box>
news-column <box>257 16 342 2341</box>
numbered-item-label <box>2 792 83 805</box>
article-body: یہ خبر نامہ مقامی اور بین الاقوامی خبروں پر مشتمل ہے جس میں شہریوں کے مسائل اور حکومتی اقدامات کا احاطہ کیا گیا ہے۔ یہ خبر نامہ مقامی اور بین الاقوامی خبروں پر مشتمل ہے جس میں شہریوں کے مسائل اور حکومتی اقدامات کا احاطہ کیا گیا ہے۔ یہ خبر نامہ مقامی اور بین الاقوامی خبروں پر مشتمل ہے جس میں شہریوں کے مسائل اور حکومتی اقدامات کا احاطہ کیا گیا ہے۔ یہ خبر نامہ مقامی اور بین الاقوامی خبروں پر مشتمل ہے جس میں شہریوں کے مسائل اور حکومتی اقدامات کا احاطہ کیا گیا ہے۔ یہ خبر نامہ مقامی اور بین الاقوامی خبروں پر مشتمل ہے جس میں شہریوں کے مسائل اور حکومتی اقدامات کا احاطہ کیا گیا ہے۔ یہ خبر نامہ مقامی اور بین الاقوامی خبروں پر مشتمل ہے جس میں شہریوں کے مسائل اور حکومتی اقدامات کا احاطہ کیا گیا ہے۔ یہ خبر نامہ مقامی اور بین الاقوامی خبروں پر مشتمل ہے جس میں شہریوں کے مسائل اور حکومتی اقدامات کا احاطہ کیا گیا ہے۔ <box>2 807 83 1038</box>
item-title: گندم <box>621 1821 636 1829</box>
story-headline-box: اس سلسلے میں کسی کو کوتاہی برداشت نہیں کی جائے گی <box>516 294 597 335</box>
item-number: نمبر 33 <box>308 1813 339 1824</box>
numbered-item-label <box>430 1348 511 1360</box>
numbered-item-label <box>516 574 597 586</box>
item-title: بری میڈیا <box>614 1070 643 1078</box>
numbered-item-label <box>88 558 168 571</box>
article-body: یہ خبر نامہ مقامی اور بین الاقوامی خبروں پر مشتمل ہے جس میں شہریوں کے مسائل اور حکومتی اقدامات کا احاطہ کیا گیا ہے۔ یہ خبر نامہ مقامی اور بین الاقوامی خبروں پر مشتمل ہے جس میں شہریوں کے مسائل اور حکومتی اقدامات کا احاطہ کیا گیا ہے۔ یہ خبر نامہ مقامی اور بین الاقوامی خبروں پر مشتمل ہے جس میں شہریوں کے مسائل اور حکومتی اقدامات کا احاطہ کیا گیا ہے۔ یہ خبر نامہ مقامی اور بین الاقوامی خبروں پر مشتمل ہے جس میں شہریوں کے مسائل اور حکومتی اقدامات کا احاطہ کیا گیا ہے۔ یہ خبر نامہ مقامی اور بین الاقوامی خبروں پر مشتمل ہے جس میں شہریوں کے مسائل اور حکومتی اقدامات کا احاطہ کیا گیا ہے۔ یہ خبر نامہ مقامی اور بین الاقوامی خبروں پر مشتمل ہے جس میں شہریوں کے مسائل اور حکومتی اقدامات کا احاطہ کیا گیا ہے۔ <box>88 95 168 293</box>
numbered-item-label <box>88 1309 168 1322</box>
article-body: یہ خبر نامہ مقامی اور بین الاقوامی خبروں پر مشتمل ہے جس میں شہریوں کے مسائل اور حکومتی اقدامات کا احاطہ کیا گیا ہے۔ یہ خبر نامہ مقامی اور بین الاقوامی خبروں پر مشتمل ہے جس میں شہریوں کے مسائل اور حکومتی اقدامات کا احاطہ کیا گیا ہے۔ یہ خبر نامہ مقامی اور بین الاقوامی خبروں پر مشتمل ہے جس میں شہریوں کے مسائل اور حکومتی اقدامات کا احاطہ کیا گیا ہے۔ یہ خبر نامہ مقامی اور بین الاقوامی خبروں پر مشتمل ہے جس میں شہریوں کے مسائل اور حکومتی اقدامات کا احاطہ کیا گیا ہے۔ یہ خبر نامہ مقامی اور بین الاقوامی خبروں پر مشتمل ہے جس میں شہریوں کے مسائل اور حکومتی اقدامات کا احاطہ کیا گیا ہے۔ یہ خبر نامہ مقامی اور بین الاقوامی خبروں پر مشتمل ہے جس میں شہریوں کے مسائل اور حکومتی اقدامات کا احاطہ کیا گیا ہے۔ یہ خبر نامہ مقامی اور بین الاقوامی خبروں پر مشتمل ہے جس میں شہریوں کے مسائل اور حکومتی اقدامات کا احاطہ کیا گیا ہے۔ یہ خبر نامہ مقامی اور بین الاقوامی خبروں پر مشتمل ہے جس میں شہریوں کے مسائل اور حکومتی اقدامات کا احاطہ کیا گیا ہے۔ <box>602 2084 682 2347</box>
numbered-item-label <box>173 1286 254 1299</box>
news-column <box>599 16 685 2347</box>
article-body: یہ خبر نامہ مقامی اور بین الاقوامی خبروں پر مشتمل ہے جس میں شہریوں کے مسائل اور حکومتی اقدامات کا احاطہ کیا گیا ہے۔ یہ خبر نامہ مقامی اور بین الاقوامی خبروں پر مشتمل ہے جس میں شہریوں کے مسائل اور حکومتی اقدامات کا احاطہ کیا گیا ہے۔ یہ خبر نامہ مقامی اور بین الاقوامی خبروں پر مشتمل ہے جس میں شہریوں کے مسائل اور حکومتی اقدامات کا احاطہ کیا گیا ہے۔ یہ خبر نامہ مقامی اور بین الاقوامی خبروں پر مشتمل ہے جس میں شہریوں کے مسائل اور حکومتی اقدامات کا احاطہ کیا گیا ہے۔ یہ خبر نامہ مقامی اور بین الاقوامی خبروں پر مشتمل ہے جس میں شہریوں کے مسائل اور حکومتی اقدامات کا احاطہ کیا گیا ہے۔ یہ خبر نامہ مقامی اور بین الاقوامی خبروں پر مشتمل ہے جس میں شہریوں کے مسائل اور حکومتی اقدامات کا احاطہ کیا گیا ہے۔ یہ خبر نامہ مقامی اور بین الاقوامی خبروں پر مشتمل ہے جس میں شہریوں کے مسائل اور حکومتی اقدامات کا احاطہ کیا گیا ہے۔ <box>516 339 597 569</box>
item-number: نمبر 9 <box>569 825 596 836</box>
article-body: یہ خبر نامہ مقامی اور بین الاقوامی خبروں پر مشتمل ہے جس میں شہریوں کے مسائل اور حکومتی اقدامات کا احاطہ کیا گیا ہے۔ یہ خبر نامہ مقامی اور بین الاقوامی خبروں پر مشتمل ہے جس میں شہریوں کے مسائل اور حکومتی اقدامات کا احاطہ کیا گیا ہے۔ یہ خبر نامہ مقامی اور بین الاقوامی خبروں پر مشتمل ہے جس میں شہریوں کے مسائل اور حکومتی اقدامات کا احاطہ کیا گیا ہے۔ یہ خبر نامہ مقامی اور بین الاقوامی خبروں پر مشتمل ہے جس میں شہریوں کے مسائل اور حکومتی اقدامات کا احاطہ کیا گیا ہے۔ یہ خبر نامہ مقامی اور بین الاقوامی خبروں پر مشتمل ہے جس میں شہریوں کے مسائل اور حکومتی اقدامات کا احاطہ کیا گیا ہے۔ یہ خبر نامہ مقامی اور بین الاقوامی خبروں پر مشتمل ہے جس میں شہریوں کے مسائل اور حکومتی اقدامات کا احاطہ کیا گیا ہے۔ یہ خبر نامہ مقامی اور بین الاقوامی خبروں پر مشتمل ہے جس میں شہریوں کے مسائل اور حکومتی اقدامات کا احاطہ کیا گیا ہے۔ <box>88 823 168 1054</box>
article-body: یہ خبر نامہ مقامی اور بین الاقوامی خبروں پر مشتمل ہے جس میں شہریوں کے مسائل اور حکومتی اقدامات کا احاطہ کیا گیا ہے۔ یہ خبر نامہ مقامی اور بین الاقوامی خبروں پر مشتمل ہے جس میں شہریوں کے مسائل اور حکومتی اقدامات کا احاطہ کیا گیا ہے۔ یہ خبر نامہ مقامی اور بین الاقوامی خبروں پر مشتمل ہے جس میں شہریوں کے مسائل اور حکومتی اقدامات کا احاطہ کیا گیا ہے۔ یہ خبر نامہ مقامی اور بین الاقوامی خبروں پر مشتمل ہے جس میں شہریوں کے مسائل اور حکومتی اقدامات کا احاطہ کیا گیا ہے۔ یہ خبر نامہ مقامی اور بین الاقوامی خبروں پر مشتمل ہے جس میں شہریوں کے مسائل اور حکومتی اقدامات کا احاطہ کیا گیا ہے۔ یہ خبر نامہ مقامی اور بین الاقوامی خبروں پر مشتمل ہے جس میں شہریوں کے مسائل اور حکومتی اقدامات کا احاطہ کیا گیا ہے۔ یہ خبر نامہ مقامی اور بین الاقوامی خبروں پر مشتمل ہے جس میں شہریوں کے مسائل اور حکومتی اقدامات کا احاطہ کیا گیا ہے۔ <box>259 1828 340 2059</box>
numbered-item-label <box>516 2075 597 2088</box>
article-body: یہ خبر نامہ مقامی اور بین الاقوامی خبروں پر مشتمل ہے جس میں شہریوں کے مسائل اور حکومتی اقدامات کا احاطہ کیا گیا ہے۔ یہ خبر نامہ مقامی اور بین الاقوامی خبروں پر مشتمل ہے جس میں شہریوں کے مسائل اور حکومتی اقدامات کا احاطہ کیا گیا ہے۔ یہ خبر نامہ مقامی اور بین الاقوامی خبروں پر مشتمل ہے جس میں شہریوں کے مسائل اور حکومتی اقدامات کا احاطہ کیا گیا ہے۔ یہ خبر نامہ مقامی اور بین الاقوامی خبروں پر مشتمل ہے جس میں شہریوں کے مسائل اور حکومتی اقدامات کا احاطہ کیا گیا ہے۔ یہ خبر نامہ مقامی اور بین الاقوامی خبروں پر مشتمل ہے جس میں شہریوں کے مسائل اور حکومتی اقدامات کا احاطہ کیا گیا ہے۔ یہ خبر نامہ مقامی اور بین الاقوامی خبروں پر مشتمل ہے جس میں شہریوں کے مسائل اور حکومتی اقدامات کا احاطہ کیا گیا ہے۔ یہ خبر نامہ مقامی اور بین الاقوامی خبروں پر مشتمل ہے جس میں شہریوں کے مسائل اور حکومتی اقدامات کا احاطہ کیا گیا ہے۔ <box>430 862 511 1093</box>
item-number: نمبر 46 <box>51 1043 83 1054</box>
item-title: داخلہ <box>104 1312 121 1320</box>
item-number: نمبر 24 <box>393 1547 425 1559</box>
item-title: بی ایس <box>15 794 39 802</box>
article-body: یہ خبر نامہ مقامی اور بین الاقوامی خبروں پر مشتمل ہے جس میں شہریوں کے مسائل اور حکومتی اقدامات کا احاطہ کیا گیا ہے۔ یہ خبر نامہ مقامی اور بین الاقوامی خبروں پر مشتمل ہے جس میں شہریوں کے مسائل اور حکومتی اقدامات کا احاطہ کیا گیا ہے۔ یہ خبر نامہ مقامی اور بین الاقوامی خبروں پر مشتمل ہے جس میں شہریوں کے مسائل اور حکومتی اقدامات کا احاطہ کیا گیا ہے۔ یہ خبر نامہ مقامی اور بین الاقوامی خبروں پر مشتمل ہے جس میں شہریوں کے مسائل اور حکومتی اقدامات کا احاطہ کیا گیا ہے۔ یہ خبر نامہ مقامی اور بین الاقوامی خبروں پر مشتمل ہے جس میں شہریوں کے مسائل اور حکومتی اقدامات کا احاطہ کیا گیا ہے۔ یہ خبر نامہ مقامی اور بین الاقوامی خبروں پر مشتمل ہے جس میں شہریوں کے مسائل اور حکومتی اقدامات کا احاطہ کیا گیا ہے۔ <box>2 69 83 268</box>
numbered-item-label <box>259 1812 340 1825</box>
item-number: نمبر 18 <box>479 1348 510 1360</box>
item-number: نمبر 14 <box>564 2076 596 2087</box>
article-body: یہ خبر نامہ مقامی اور بین الاقوامی خبروں پر مشتمل ہے جس میں شہریوں کے مسائل اور حکومتی اقدامات کا احاطہ کیا گیا ہے۔ یہ خبر نامہ مقامی اور بین الاقوامی خبروں پر مشتمل ہے جس میں شہریوں کے مسائل اور حکومتی اقدامات کا احاطہ کیا گیا ہے۔ یہ خبر نامہ مقامی اور بین الاقوامی خبروں پر مشتمل ہے جس میں شہریوں کے مسائل اور حکومتی اقدامات کا احاطہ کیا گیا ہے۔ یہ خبر نامہ مقامی اور بین الاقوامی خبروں پر مشتمل ہے جس میں شہریوں کے مسائل اور حکومتی اقدامات کا احاطہ کیا گیا ہے۔ یہ خبر نامہ مقامی اور بین الاقوامی خبروں پر مشتمل ہے جس میں شہریوں کے مسائل اور حکومتی اقدامات کا احاطہ کیا گیا ہے۔ یہ خبر نامہ مقامی اور بین الاقوامی خبروں پر مشتمل ہے جس میں شہریوں کے مسائل اور حکومتی اقدامات کا احاطہ کیا گیا ہے۔ یہ خبر نامہ مقامی اور بین الاقوامی خبروں پر مشتمل ہے جس میں شہریوں کے مسائل اور حکومتی اقدامات کا احاطہ کیا گیا ہے۔ <box>345 560 425 791</box>
item-number: نمبر 31 <box>308 1313 339 1324</box>
numbered-item-label <box>602 1569 682 1582</box>
article-body: یہ خبر نامہ مقامی اور بین الاقوامی خبروں پر مشتمل ہے جس میں شہریوں کے مسائل اور حکومتی اقدامات کا احاطہ کیا گیا ہے۔ یہ خبر نامہ مقامی اور بین الاقوامی خبروں پر مشتمل ہے جس میں شہریوں کے مسائل اور حکومتی اقدامات کا احاطہ کیا گیا ہے۔ یہ خبر نامہ مقامی اور بین الاقوامی خبروں پر مشتمل ہے جس میں شہریوں کے مسائل اور حکومتی اقدامات کا احاطہ کیا گیا ہے۔ یہ خبر نامہ مقامی اور بین الاقوامی خبروں پر مشتمل ہے جس میں شہریوں کے مسائل اور حکومتی اقدامات کا احاطہ کیا گیا ہے۔ یہ خبر نامہ مقامی اور بین الاقوامی خبروں پر مشتمل ہے جس میں شہریوں کے مسائل اور حکومتی اقدامات کا احاطہ کیا گیا ہے۔ یہ خبر نامہ مقامی اور بین الاقوامی خبروں پر مشتمل ہے جس میں شہریوں کے مسائل اور حکومتی اقدامات کا احاطہ کیا گیا ہے۔ یہ خبر نامہ مقامی اور بین الاقوامی خبروں پر مشتمل ہے جس میں شہریوں کے مسائل اور حکومتی اقدامات کا احاطہ کیا گیا ہے۔ <box>88 1074 168 1305</box>
item-title: نیا شہر <box>616 1572 640 1579</box>
numbered-item-label <box>430 847 511 860</box>
numbered-item-label <box>345 1296 425 1309</box>
